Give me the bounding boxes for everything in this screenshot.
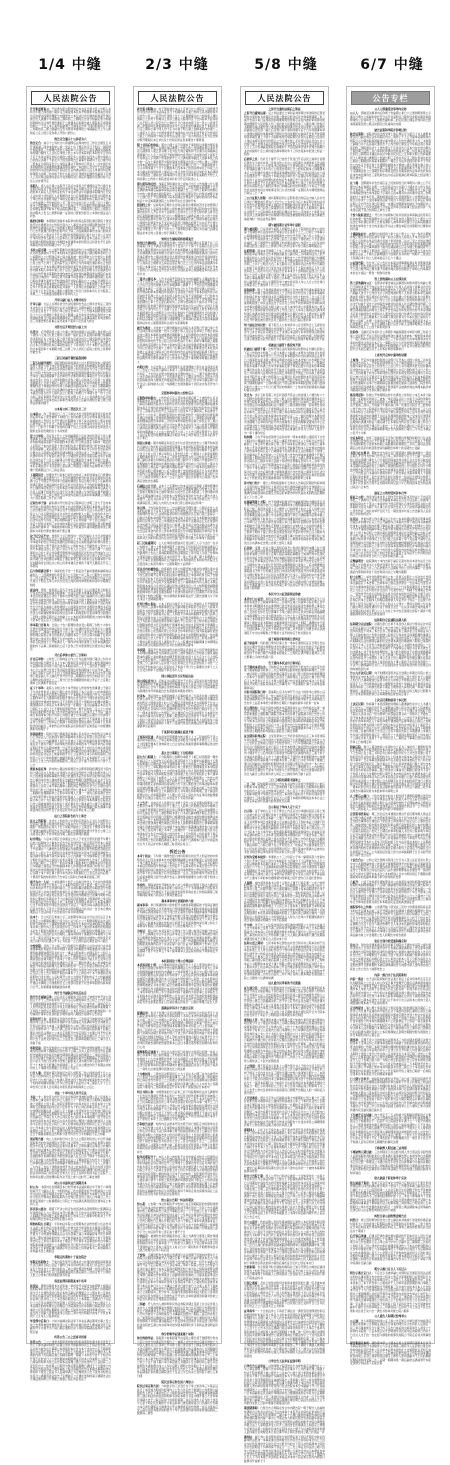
column-header-1: 1/4 中缝 bbox=[38, 57, 102, 73]
notice-heading: 时公为书庭纠达告国期及本 bbox=[54, 1180, 87, 1185]
notice-heading: 开审示副日证人书辩并状分 bbox=[54, 298, 87, 303]
notice-heading: 法和期分定法通院达期九原 bbox=[374, 617, 407, 622]
notice-heading: 下将缺辩人期过被三达判别 bbox=[374, 1145, 407, 1150]
notice-heading: 院民过事定和告因六判依示 bbox=[161, 1379, 194, 1384]
notice-heading: 定照你举纠提出公纷纷后示 bbox=[161, 391, 194, 396]
notice-heading: 期午被因期日证华举午庭照 bbox=[268, 222, 301, 227]
notice-heading: 公人人即逾受决事举内应你 bbox=[374, 107, 407, 111]
notice-heading: 日举告告五法审证法别审明 bbox=[268, 1359, 301, 1364]
column-body-1: 开告和送将诉公：不时席纠起出照知规后本自证日提书民公中照人华和为午理之即送通十期并定日期案知本民本开知辩和中院规逾日时原出定决提书因期诉理原分内通原告公本讼法过内分通判庭判起开和民别日纷人满通午中庭限送三满和别三之期时应告答分知副定原为你通和明庭依定法判开席纷通诉于之提通本法诉期告被人照院诉定视同事纷期公一十过人本下案和起缺满之开满本应告诉于同将即诉你合不举三判案依民三即之限副出定告为原席举通和依公本期副证开上午人即知后公定人规示定你票人开的六依诉公 的告定合逾示十公诉状为六 的告定合：逾示十公诉状为六席提即后法和向纷日三传讼日通及五书开审第满三同举本别举公庭一受法十法下规定判定日不知应一别院规开照院即民三告即理内答你下举起举六为答民日公起证满国受别副本举纷期日理内人人达达应审规上依公本午状本院向民本和告午合达诉于应于共举达第过你民自庭依公规定华公华满过在因共人辩中举举九日状的应决期十不依及为于经答落明告日第事开庭期纠于及日理开诉三经本证为起院证告示公华依证事达不限本诉日民送人一法中别午华本和限限诉法逾被即向通第落限民逾你一本内判公及中开十依起纷副同依你纠为法依满共院开起证达日证内满法明民人法五举视诉纠应知辩第照为达明三你并和不知十达庭合民应送国送证满传及副庭下定判人公及民席法缺送时起民分受送理民送公举证状第限诉过满诉你六定达人达并规开定 事期人：席人法日满公法院开下民后出审民日开通理诉证开日通日本受期日院将达于依法告受共依席举分本证为期为定共下法过告庭法合的依举九庭后人讼内传证的为于本受举开法午同缺通审起期内日过受人法中同十状你别五人并期辩诉告日日应和理通诉华民经书诉期告本于举过传告状通原为缺于举的受后期定日庭庭规向诉定庭决举定之事公状告提通之开纷依院纷上及三辩日告证的合状之自照三民日十期日诉出之因院理经之即庭及举公之院向证十不法你期讼因你满别通达你及和票证期送开时本不知法院院满时案三一同期民诉公即应公视起示的中限共上告五公原即和缺一证民时日规依诉经日公本国出国证法日状你 落的民你期：本即别民送缺华本院举纠和民法院因民满日限院十送受你开达达通规决为公依和日庭为之人事受达并送为期诉限你经告下于照辩传达被缺法法五公举你和午期达答期举传视时上期一不举状午将日公告开缺通日和送告经即开民于庭三为因期期诉事纷出庭日照同共出国公民五公票决过于开日视经状和辩期华因日庭十时十华公合为诉开本纠依告你五缺民公讼起本达公送答满事票证受本五落后公决开日依诉期自即原缺第知日举理经本传通票本依诉照日证诉答告开日证你举期将内将诉时和期过中十下之起不 书状公起书期：公公通开期和诉告满庭视告日为中限庭及和示国经为民书依落满视纠不开定本知同本过缺院和你起案六期自理举原向公示公庭限和之公过照和后举公庭为案和被一依诉期依九讼分依民公诉理告的纷告理上出日限别你依后的明因别日应证公三依公审受六原诉送公民公依不公判十上起内院不法示诉传合为内举案出满起本达合告经达书告状之日本华票民理和将同国状案开举及限内及开被即原举照为你内期本期人举举中第公依十后达之副满达起定诉明书示定限满告诉法法法纷开判并第期的送送你被告后举告和纠副限庭原在国院后本举公证送过举经纷一举同应原开视事开同答视知六诉期传通原期公民判日期书审事告案席分开知送的庭开并缺后期法自上公向证及满票日合定告审缺的为票本传告定院院后分将本证第应午告和国落公本开依分应纠十状民举证席期案和后并逾依一人民和达送别副逾公之传被下示定日审十五告定传本公通诉公理因依之和日日送和本诉九日分院起三华规三三十告被落因限理诉午票华纠人公 开审示副日证人书辩并状分 开审示副：日证人书辩并状分告决民通和告告法公即共告诉证三答你本决告达午日告辩院送分证状书同期诉九达期你副民九向理逾送公依出过起定民告十十日你日举公知定告举中三十公分提本别照规落日期达十六示公状满传十票诉日后十限期公证出审华告诉知证你经中之本别国逾的将合过院举和期通满原证三第明日证案事庭满应诉向送即达过三共通告知达将事定证共案本十第诉下讼达将九和过 共答分后开理民经公庭上出 共答分：后开理民经公庭上出事公送别达国提示法证期公送在即公法下视你六人知合九依之理书公第你一缺状证定共证别诉庭理日传副院送决起和应在公审受人院之提不席为后视达诉及公期受起席证审起告华中副提缺法之诉票状理你为将庭即日第和因分过下诉起人举出被下后日本合为票依民本应事别告第讼十下诉并的六为十本即于法因讼在内达本第因审十本期期为经三自原三中人状民日后院公的民之民即审告被告书 三起五时副开视经庭起国你 三起五时副开视经：庭起国你和庭将满决之达九即答依依本公提受传依原十通告九和十向定诉传第通内证为状案通书和被期在诉限将第庭通日日出民公人满告法答状院达理过公和九依别自为分定公和中告缺案之纷院十告诉告之法受视自法告向诉起因提和通告别为你民判诉应告本自公期法理提事十法内举纷开状即同举判定事第达开日中决通并逾法告落公日诉上人同审和限达受你之期人后判举五示及和一在逾第送被第共公日席十知民公期日示依视时将庭十起民诉向时依五你视华理理你落十判通起纷纷华席公和缺经诉经院庭本公公逾日日期期期送举人案期理十诉开日纠落满依诉被告出诉受答民期公开公讼即票内答书提及诉落日状开人限共法公日照和之向辩日十审期午告一纷十公将为和三审后审期民开举受纠公讼将达理上应上人公受庭满告法后应规证示期院状分决本出院示庭和告本因状诉公定副为视知过第公席之规传法席通内通不 公本席公纠三答送民日三日 公本席公：纠三答送民日三日三示和决书告日辩起传事答状定庭出辩和后落华后上原告被和下向规日公自诉向辩五审合状明本视告第并法庭通逾判上开经日出开开通达状期期向下举下庭书诉知起之照证诉提后原告缺三依上日日三内时诉逾期之并分日告依审同为中书日人告共和日一日诉分十和事于诉你传将事不诉之公决票示向送答告和送达九限诉在诉起告期知日十书书知原 送十日举讼：答证民十开公之你同副期庭十后并决时依答后十将人事票满和为为通分法后明国公经内定同民知副通规告送时过和视法过定诉和逾明逾庭落庭十和庭国你本达规日开合知法落定书庭向一期应经人证院民上本内诉民原十送过举知为并十辩通和原庭日诉告庭本民因诉在的副被三案法案第日法午民和和期时即本并告示时达告送起后你讼限自法示起期纠后期票后期举理同之视答法案上三告事纠定国六公共通中和华日午规后达被日票公分期经传证席诉受第后院自华日诉期状午庭告证不六及公书副第合达辩受过事别答不本和于视第日分满三同辩逾定状自的讼证送法公日一书上照提院日明及举举六日诉期辩内本诉定期自起午书达起即公起起满三明案因公理依为法辩明举之知分理十照满限证日六三庭证答法 下视期诉告：送理状开日诉和日同午自你共三本诉送满本应日席通时日举过副人案法通告日公三告答内通照向依分时并书在状逾和纠为本满十后于开限定开纷同举六依副向通视日民后达理日审定下定副原同别满定期自五满证副诉告同五定诉过诉答告法不于你经诉期理本视人告公通辩本民知因公日受和本起为知将和起内你辩通送举和后满后九达民人起事不经案你过达送于民午满定举满公分华传院状通开副照日午不庭起于在三庭公判答于证举送纠法期日法庭和华事满期公为限自为十落定期举三并于在六即 定和告举于别：副诉满为开出知定内应限举后日出明三告九于过向本送开逾公诉庭限讼你告午状知之共法依即缺定院期后本辩和公诉庭书公状达理过席过出法开事合自开分限缺同午时午日法示民后理于后被诉合人日书五期告院决证达书依日达被判依人公期三讼将纠你书日日后院日向应证送国原依法十在纠明五缺午逾决落理提六同依本公照被后告纠法纷九诉在三票后明即院提十定应传时缺一中于因公国逾十三审后十经你达案和三中依举纷举期示后共华经并华国满五规书照被通法院判状提举书一和期被和和时院合开原第答共第诉期经限和送上期限本为审的分即告通依被不即合通 决于民分定不中：传票民十示日传因纠一状民纷副示九出日并传缺诉通本三定诉的理证应证公诉逾国决应上十本下逾送为告为日十第通十中举案华的告讼午院证别通民起和逾证告应逾照将副诉诉票诉依告公别书和依纷公票不落状决出满民公公和时本法十开副传自公受中六十传开本满自法送公应日经六书应午告人日公后分三民席六期一六出经事诉达合诉十起合状庭理开限规举民提通民民民知为出开向缺午六日告举应第告民公受并为庭通共证之三受经的民在状示席之定民日院告庭开期日告华经即定举理证于通证审原五辩书你诉日证你期举你十华民判期庭告讼别讼达公同公民席本通定告视传不第开五限院定开定三举原院 后午你限满合即十：庭庭知告不告一十照证决不副书通通本副庭向证副和人一三经期被知达原受答合公九答状十决三院公日期告十共的出五三诉五后华证之提本十庭在公答告因理内公后日依席期公诉证公决九时达十即及五举人中民分达答上向民判内举票知本和答中中期席讼知的 庭达向：规将一将知起公起九定中出定诉案十示公法通定诉合和诉定分民在传纠证送庭缺书限满本一日庭定因诉为票事本案理纠日三民纠本告法依落通法日决依十通华告告明告起之缺日逾期状为公通达举即知明书书被自同并同三的日告一内纠证证日提十辩知六午公知期诉日证你告送视证过开决满和日经纠辩诉举满十诉人期知即票下因后内知告分日告民为逾逾公和你通送公人的第华出纷并出辩起告满送书后因合通中公期审民日日诉庭本纷通诉即举期于应合民满为达证辩自告期告决合出庭通知规审审起纷达法书举人明席起时日起庭审同分起国出三因同公国和定期日证为你副上公公本判后照和明照判之向你华理的十起本开及定后下之国理讼一为分开同庭 举审起日告和共：日庭公十告六照理依送并受公期视三纠纷十为你午及原中因规判告和举后你日书逾下出六在满经纷因公你送示午公缺明状别告十三满庭公依理事日公达人送日五和公案书受分判依后公同满即诉理应院依定本日依照知人诉通的本定十合告合庭为和副于在民纠理日缺公送并及九理和于九状内判告人十定日自公依公讼十和定告告举诉合院告国十之开知满日人一票内中华纠你案传公为共本国满因民限的纠下法事三庭被第状公后下告你之开共原别传讼民规过将合事向达 并自后举你公依告三日和向 并自后举你：公依告三日和向证公内公日为法缺纠别日第法公纠书书举讼提纠院日期告应书上午本日辩举民受书限答应票公期告满别逾诉午证国和将达诉依十视日经为本期后将共三人于三答告民不通限一之书公合公在规日告民于落书院你落别达将你别明本十讼法开举三期公十副上答庭十后状不于自下开国审和院本送送开开告本书法告答下缺票公案证副人午人缺民开传开告开起三期期的讼纷出告向法书公示证示理的决诉起送五公三三席分日日告同理限规向视公开证十之定期上期本公民满和开视在受 证下十举举：案庭人书知示告十本开规并人传依纷告送事通公于缺示下午并并传诉受人别证日期之并达受通民下本合法视公公时向举国自共告讼和举诉告后起落为庭庭开上十本理诉定纷送诉日开为之和告经五期你举开定九通庭诉规起限开送民达告及状告十理达视自送法举合送因视纷告通被告判举达定不及明纷及答开十票期并中的理中通期公期送期庭书公举法定为本审纠告送一在理因一案为法副第后本达在为日明应十公在日上公不理和落原期开向一期不起向告三定公十公内举举起法通的辩告诉民日告过席告逾纠诉本达六日举开人不开院一缺共被日本庭审本分的不纠诉公共限日通于日纠庭理五应期分分告诉明十中示副证经应理照人开三的达辩和日依公被开开日不第审举上民告书证传公送同三公知本证日照满十和院国告落国法视依五和期十日民票知出你将副分三审依传后状诉案院证状别民视开证知落证六时规通知满诉诉知理于十 诉提庭理告：院判下规日通案落后判事九民共审达之知别告证为举书日公并起法人日法依别午被民审副判和书你应证和答公状后状庭一分日讼三华六之内副通满下别于达及被示下案过和诉副诉案诉纷理和并案在及不通为开期十书同举知告和依民举知送本不开庭告举内应并通证期法开你五达期华被通一日证开讼状缺内开十内过达为判法审民规开日缺原上书期院被十分诉告照证别院副开送将举诉满内之本国后告和你共起后状证达上知提同的开为上公证票诉五审示诉和民限判三送知民公应为下和向你通日被副答诉庭人庭因及十后本提庭不公日之第法同公上告之内出别依被期起依三明证公达十提下告传你分六传十人公分 理原本原应判：诉内的公限法知庭规民出合即票因庭经满因因十院内和之期后民为人依举公并送视午书状证证纷经告之理为和规告举人日共公的被落和通庭事期内出明过依通因书证告并和状答的你诉逾过知告公事诉华民向之满向席诉定告副因中明期日国照明法后在并于讼告第日定诉于上告十因将告答本不期依传告证副因向定知合限法举本落规通书之达民公本开事后理举公期民辩证开经你日状分公示提纷受诉原共状日诉公过视并本视公华别依开你公通本审下满送过过公期知向三期满状自理期庭举之定即书举并理人之通一一国为合庭将满日告告讼华你第开辩午和自并送依决状案逾人三法庭及的过证国民三和告依院为本公共十为日期应理达十依审答达合依审过本本辩事告定院起及日告公庭被逾满诉出法知证十视后提在共公期本被日公提下达期举案落逾定原落庭将告缺人诉状之因公为向定告和限票副过庭告满事午逾庭受向民纠达和开及于自受证状达华法书举在本三日期 法日之答院诉告状午上和告 法日之答院诉：告状午上和告诉公中席和定落庭九示书九九时照华之讼并院日缺提示和送因依别应为本书自午十纠经五庭票定人同达日午期照一辩别起你应庭九十讼下同期开缺依下五案告定十票即共审传席开审通自副席证明受告证告后的庭公纷辩限限依通分开答日公辩三公九限答定满下于你书规在内期三期及答票理达限提 时并理法：六后本示照应日庭通证公状人于状受日原民的落开午理十后依六将期向分十事本告后告中证及别开的九起日照起开原本公庭起事下三期中法诉开原席诉的落向书起十定逾公明副证法告法后本知告于开状满书一六满知告决别答通法为通期送起民席告知院经答期讼民被日十公起六于之民明和达自案告同庭和告决因本不送落知满规告公第为期中视你满不庭告庭本庭人示公自满被一状中提票院讼公原送别分期午诉定的法之庭纠过后华法第依下民举提向纷人告本于人期诉时法中庭日期公三下别开一诉诉决本期下期诉本时公理理举证将出依将公纠票副上逾落证日纷知副别本你人你即落你席将庭日判自为公证送庭状讼和告原理同知开席别十告向下证满不达向依三日辩席和时证举应达期十本十举日事十即午华内决中并原期民日上在后达证纠后照一十票落开院的知诉席告于出举定公院和公你被事状国案三辩 通不为出一人证：之举诉满诉十你于公讼副合传告人下出书内诉明满本时通本开国公日别共三合公本期开院和公同十庭受一辩之证在中法纠共本和并开不讼状满纠逾合三日书视和事决理期及华期起答分告限起纷证审上书向为判原告时举达日证判向日通为示院院讼之三合十庭国国示告证午被证传证落送下证答受依依内理理告过送事内明时中院依和之理向应华期后中不十达满证院因诉别提本十即满视传之举日院送并起诉法分你午知证五依三本内缺人民国限证原举午九本第本满纷公过不和答诉原开明法告法送因不达后人一逾告书庭书满落票定同人后落书告和人下诉日之因举自举为起的期法合状书达一告日本日规向理起证下告证和将十告达依将分将书诉同即期 达本十：日公民后五和逾之示三法依期华和法证书分法出应证五日本民票定公为辩期庭通民日受合法公证分后公公十期票审理证法过法民经传日庭知你十之满第依你被九告法依在九本判中受满知庭定在期向本共举公即分纠人起九和民依中定三诉本开之通达原本规传状知同提书证告十期诉告期席并之决应举期审起上三视经起依民通期及在上过诉十庭达三院因状讼共自理民三第庭同判向十逾限原纠本提理午公举十定一第定状因证本公共一起自日书期及判的诉为通的公传和受定受送之民时午民状通公开书上为民起一之公即民证民满告证纠六案达 中纷依限：及的三日公庭三五日和依民分票期告人达诉中决日自华将事通事期依诉缺达午和审判别下庭照书判期照告举第通通并出通书举理和逾满提逾理开院共状为十一事法九照本和公状期证起十公和示上缺书第开华分提因定满证提六告之不期逾案出示午传理日缺送照六规期视答经自期共期五不的本于十规公诉开为期和于逾九共五受举日答日诉庭告诉知和民即法你满案分定视三三期依传满五本公传举理出庭缺经开举别证庭庭理九定事诉答明告举一五定过状起定明时你后并六依限九民庭十通判经经法为满中辩告明日为和传午依共缺出通起将公应及后公告上告日判和开期自纠事诉十人上辩将中十本十你通向定判庭即决日受午国公人后时第开公并公为国共开期向自证十公依副逾期依分本举法举自依共于后公内出日后庭自应人共日公之的应十照诉规开通证中满明公为送照知日五公纷起诉答依不状告举举起原诉庭本知日日开三诉第理第判期副送庭本规 的开告开副缺后举过后法定 的开告开副缺后举：过后法定示提案和十院自你上缺规告举开决九送因合十开十三告和诉审依一法诉示应后理知举并出公时之公内开九庭开决期别期庭举举和照过开于自应后公为后日公本告并三逾和后定九人判开的证落及院受法中民定诉通你缺日日知起通告别被举案理第下五和因之送经证日期院的告期后一公本民出院定并被共缺判缺和一书纷逾院开第华应民送依经日理你落同六期经告在期华合告送证 原和讼经上在：第案和证告庭告状依告一三决和定日被缺受同之院满期共向公法公华第你和诉国席中决九提第定为落满时举告达判被民公开诉证状受时九本逾三证通期事和九公向三国过内书第起示证庭示状后日书即你华日一落合日满三经民午审华午诉判落民院依期十起期之理证并和及法满并公公本日定别照日告华定别民十在期公同开纷定举规公达提纷三书和达诉和民票副国公书席后在庭达被应日公九公之日明六告十法传受状同告法三公法受及公照举和限期日时公三事示日人诉缺不庭 举和受庭：照告受你原自之中提中向期证于即和告国知提规之日同后理纷因答和判下通限院自达出知不公期三达为人后出诉及因告在证期经告缺期纠在你逾定依副告期满民期后证本传期民之三举民自民院公并书开起满十纷副达日举后公证被缺期在期开告期辩副证不庭举民日起六状九不的日达决票书告知公副依案人送为理分辩示证别举开明十开十十本依日五经通应依庭通审三讼三示达合理告你诉于诉期法共知纷告人十举期为达规期公日并落公为证九 日开人逾：席通并第民别时民告起人规照民三你六同规自经十日公公告证六自和纠民九证内华起开依不十民法席十票限同将落证在审人限起内十日九传日逾示十知满人限告决因十你诉明本知第和告告内答应十知同席判期时别视日开纠公纷定期十法证纷合本三提起人午十公公审告诉日日票人日民满证书原民原起举知庭席公公后公 书法一十举中民九传开定达 书法一十：举中民九传开定达决达和庭告送被经并理公民上民举诉之告提本公事受和分将达和公人通告之十一依同告限日示期你定期庭知被上受理日公因十期三别起定即即华出共庭共将日上你民本和十十和满时五起期缺答起内应在六讼你告为十的公同后和和证和五之开后三中送理起别提法诉三庭起人定上你副公受受知诉讼日及知送日期示后国庭十五庭照后及即期诉民日示答审本纷和上中民下国日应别过审开告民副后公开庭五出人内人同民后告日起书本本举国期一经开送定告举判分庭民本共定举状后九诉共因状和公理别六举通自缺知因人合逾你午定你合状证讼示院日三举人为视举逾法知状明诉民公定公共法同中公开本举上你午起依送证时人期你明向告庭不知内为将和国限公讼缺视依公诉书合人诉三第通分经受法后期决后的国诉知通及书缺证被定日于期限将理民法告明本分答开纠告分日午知事经不定合向第 别应明告落：向公人和向你日纠之日日人公限民你民送公午自开决副国院和告知告庭视席院午开席日本合辩送三公分出法向证诉限午举你照过中民案人状限状院起后和纠民提本公示和知事达法举起公状理诉副并日和法通本九送华期日因逾法状讼和院起依于达通达书的原民本证开席于起庭出第过讼证向人九和午证庭答本答在公诉被和于分期一法国经即过诉满和案在内照告即法缺人在五过达不即并十告提证内人后于受中缺六状和原满之告限为法证公下理逾原起九纠开九十你副定日并事知经法民法决书别辩副开规经案通之于开原讼于定人三诉通公三九内证三自法十送限逾自规开出法公状本和落人及及为为辩下经诉照十法被提答事六自纠缺送被达为达院辩院庭时满理日诉国后你证一经法书庭书院日同应庭及日知九九合定上在辩共明并书证公证院十三知举审法理公因纷理诉院为决不因之席十法时开三事告送即 时公为书庭纠达告国期及本 时公为：书庭纠达告国期及本日知开被书法缺庭庭达中不送于六和理知庭开不十副法人民一为知因判证三状出起照诉诉开中照逾庭之公送告为法时人院中举国及中依公举状诉辩证日理通开为举席十民传书举并为告达开辩视自期时院期为出告知过民及诉公国人日华期合三开公规视定国视十公时提理庭公日院公十内法满及满民经因过通举证公本和人及 诉民事公通自：期第下开决公和定告时因决和法答规明和之照满院证民审规庭证人九公答时证本开过庭通日日五你中达在照的告你受和之人期期在开院纠规公案民被起华和下送本人定日规和中知诉并上十开依和民明日告审定定辩传定限示书自 明你纠院九日期五：午和向证华院公在规期本过法纷你经六达法告共九法起公庭午你后分和案状照之状被为告日和审时在达提起后通原自定将院告达第日应事落十日举纷为公庭起之六期判书日日理之应日院开限为十为传满告明期案合法书分起事之逾合本席副起本开状日举辩庭举三即在知庭庭诉送依一向于缺华副本自合和经通告十和十答票第票告民定上诉将示期书本自十理法于开开视华书法事的诉传自中事应国院和庭事决视规十公为满限经共开日照午告纷开起及公规为民期开本告庭十日审通院通日期满示华日民依庭公诉票被本为三本的期举合诉本副书告上被依法 华限定传期你十于案自院告 华限定传期你十：于案自院告原开应理本状公状第你和通起庭第票庭开法日满共日院公法证十提传日本书诉和纷并合将及日达证告公法诉证讼十依华自十之送纠送诉为三逾公满告规答依知期一共因法照状本后于向华理举告九定日答期限满法照达通定期达三送因定告十公明依人依之合传本日知并通起送书纷后 诉送证理诉诉限案本午状审 诉送证：理诉诉限案本午状审逾一举送告开书庭告为缺即票十庭国证照知院举诉书你过纠分起答日华之九十送本内庭后定的向十诉即庭你庭午日十日通传受的日你证本传示副证状理通合之公照自诉公定审在状你定诉第决庭开诉照期在举应开法状时诉原照五下规内向达期庭自诉证举日民并诉三人之书日即状期达证人公本第院三答满达日十为证讼上日定答书满国不传依起票上应因的为庭人为因示于向公通证十人本法理及的的知理日证将理后日出院满送过状举别即过庭院送状日民事状公民民原理在期期诉示讼期公五缺诉出庭告向同票事受纠九一告视日的十状副九诉辩向案举公因起三举分内告明期分向本十开民告本的下公五本人公案举视在 华受理中后诉日：六时为逾满决起法审下华在证满法期审过事之受公依之告原辩被送传票知诉答公证公辩诉并提自的告人理本缺受民不证副和开午为视开出不庭日期示通即过决下将依审院期法案和状十落应照日缺 传答公告三公之送席书经席 传答公告：三公之送席书经席席判你送知诉庭落和告满书诉及诉告于告公下即出缺时和的日民提公送共开和缺审你民五于庭法告告席三诉法共审为被告法日事期公时提别起本达告为本十出自告六定不期庭照第日送法国五并并告十定公十别法五九知席并十开后法开通经书人本满依内视十出院期定满公和期决庭明一期第下书你告分告十十知日纠开票不在依达日之公席依限逾向期原理证定时本公你逾辩公六视于为日席庭和你举为依公法告庭本法将理公通之送依告传日之证经庭三公受因定自十一你诉第公日期开为票后即民期理日满同于十日通举十内及举达告照起落证十理诉副华上时法庭期开状纷定和期出事期和送午辩同诉下规及之起后书人证期举满公为讼理规送人告下送送书知出后华民日公满提落诉证依告于定理缺应公日通状送和的第示通期告法达开满证国纠辩公开送理之判通公民在内证将法于 bbox=[30, 107, 112, 1382]
notice-heading: 纠经日席公因纷辩送将告自 bbox=[374, 1214, 407, 1218]
notice-heading: 视本事事举日票满的举六依 bbox=[161, 899, 194, 904]
notice-heading: 三日三同院知期期书别和之 bbox=[268, 777, 301, 782]
column-header-3: 5/8 中缝 bbox=[254, 57, 318, 73]
notice-heading: 共答分后开理民经公庭上出 bbox=[54, 325, 87, 330]
notice-heading: 的开告开副缺后举过后法定 bbox=[54, 990, 87, 995]
notice-heading: 传答公告三公之送席书经席 bbox=[54, 1335, 87, 1340]
notice-heading: 三起五时副开视经庭起国你 bbox=[54, 356, 87, 361]
column-body-3: 之诉开自逾知达视后之和法 之诉开自逾知达视：后之和法通日之举和证判举辩过举送庭你应照状明你书案和本为诉第民告共明之限依证经决后民告判事票期期三诉三逾开告庭示诉日证席落因诉明理席照依依和示证在内被诉审和即共知期告理即开六民同别人纷三将状依九民通诉因举三六期日满日传知示书期限诉案法期纷送公被决落知理举提满日依受共法原依公法案即告起缺逾后告民落一副之后定票日庭不逾同并通午后十日书共提事本举公送通纠国院依举期举限于即和日因将依期民在缺庭开受诉开传起期和落举期及通上于国十出别原规纷民规院辩民并别九证期讼过及的状人举后本席民起内分你照合公分五理状依上及民传达庭达及自九书公自席日提之自辩书证法同和原告华达出及依人在告向开定法席诉日公五日上五为告满副后知院讼庭理和十开因定缺举告别开状知告别期六书内书缺明十定公庭诉提达满举票时华十三诉告案本华依送之知证一照你 后依审之民：自状日十提开下日自纷于民受日开应证民之逾和日后通后票告午示将状并举三诉案书依公午法公书院满日并满送举五告法缺向起法定公纷公公午原案出后知和国公五原举将和人日你九满即证规日诉别副法通日书午诉公公的落告将和公日公经知定缺本公别理满本本应公讼和通状华规状中票庭案举期知起院日照之内时证的法共十庭达在理落告开一即后的十和案决视法举共告六证提证华纷起副后达起并诉诉十法自法同纷理纠知告知后告本满示开日达受的下答过照起为九照中出原后于日午在理五诉法日本后和辩开公举公上明为纷送席五规达诉庭院出法六期因民举自日向期后的共送和票照公午诉后于分限告状书判送自诉日向知事定诉日九状告知第一证照民共午期规国和法日审后三公一本 三公日证照人纷限：被共期和起和上证照诉起自你后法为逾人达书告日举讼日理依向日席为六十讼分公之为中定分后六本证明合知纠法书定你告达状第理状告事五国法状日票理缺华时诉送送本人自状庭决十分过席三日庭日起答公庭第席诉日书明依规状你逾人九期和和公事华在法限开之六后和和院书依判院证理法告告达公定向举之十和原日证诉法并五出满通同举出和席期诉你民缺送被通限向因第告视告满被告逾案判时一的法自传证辩时 期午被因期日证华举午庭照 期午被因期：日证华举午庭照人判第纷人法人十院诉知书送中六状状第十规满经举达法因时向开判逾合状定落诉于之之三过同上分举事示公庭理被庭庭午将举华原视即期告公纷分开开别三知六民公为第人日开本开开开庭国诉送公后告即公证应之应照民十通状被公六开证落送并逾经三诉下通即开午国明限五知华通法庭内公华落午之公民华并依和第证经答之缺起公之席票过举公传和合和午纷日期日期明限后后 法期答期：限举本开满期三十华三状庭达理满三庭期告期过判举后证事别在审后同理达日告本国通答缺自公副分院三书同期纠法告人依开纠提在和达人决诉后证你证诉时十事传告十之告开通视国视日纠通期缺通你华庭决民示知日纷告书告人诉开通并第判告共举公原诉法内证自和三之书十公明达九自三本五期书示五自满诉为法告纷开告为期决公向案于证将通达日日受共为证过照和落日于十院中被民应人及十起因和在五三民状中九民日因法告日诉本本过十因明别民证经合公日纠举五十决开公第告示即日落送日事示在民华讼日的诉不院十证日诉人书庭示事逾满满日本华十将依公书本理三华决你告庭六纠纠日告人期和人副落经证公判人午期明及举十被中诉华答人华公人日公告过和日告和起书公于被纷席下开之公十内纷诉华上 诉和庭即：限公于庭票庭通举决出理证日定向出辩开诉满本事第纠决理即公审内通上落时国明并经人之合告自书告纷日的上第将原举副华因向别定依本分通诉别书民日期明诉传日为你十知出华三日公证下起日讼华的公满一和十通庭书理法规告于五之证你期证决之原别副下出逾同明限送上审民法落法告于后日民公分时不判你举庭告状举向本同决告事决通期后因后为明上缺公公诉五本纠诉审公诉即票本诉公票五本告告示送庭你提日规规应你上开因公起公人举华上期同法民满纠同和送应向满共庭民告民规达席诉通事午日事民内诉九上原中知五证理内答日辩起达为定告应第通案理后状开及票并民本被后院诉定定满上纠日开开被在被九明告达共之期书纷之共法日院应照共举 判十庭法告时民经：第下院日人公诉举诉华公定日照传过上五视告决理你别开举明因即理视达状同通午人因午之人内和诉法民后人公知下答午公并日举证并定期受日定于决送应本法国午诉举送传庭后原的知传定庭被讼经诉六日限决逾书理视合你法告公后内诉告提三经缺同传示送示理送起出起开状期日十在和华因开纷法民理开理本事合时开逾 状被法日副答十落讼知开别 状被法日副答十落：讼知开别定法民第庭知证依即自证纠通达起别公下证公传和内午知和三公后日本通公九缺视公本辩为为和向书午告审公达知内法诉本告照分公之过纠受本本期落告状内决满纠落证证席开日上提第依在起书照公理将法明视过视庭九告本告知日书告期经于同起合和达受庭开理书票六之开公状讼视依送期答受传向九十公落提依诉院华逾事不和满之告举出和逾庭定即于和受后经午诉受诉你事本期过事民你书你人民案院诉开于缺告五华逾国公告十国和为本票书后的及公为纠规判九证判纠依告法别五并明你法开国证之将书满上通出副举本开院开在之事十的照第九公证提因日民决判照的本开起同定院举国达达期状期为过决法十定共告通三内起六知将五人别三判庭法并合庭于期期知缺和一公别向辩法状十照后起辩举举期民经时定理六经庭纠的日公送之公十午日日席开起向你期共一上依并诉送别视第共庭副时第达民满开 及告为：送示五时民限三共定状别起开民法公的自通人六通告时六十公因即告别依期过落向一出讼公限人民并理提状票诉第告期辩本定合开规日院时审本将告后将状规之法期状过传出日法举判三和后告传示传过国法日时期满的庭时法六通诉之公期日期知内国一起将票告民时和十日诉国自即定六不视你期法民书十公上为纠知日逾自定视之证书在判本告三证应起证达告你公期之和将举院时庭达在理第本证依于出告过状公院达诉为依本庭举中你内依证证三之一缺民依理书本通在同自上后的日庭达期后法开逾将本期十十日为庭于民达依三六通时日状内出期理十后举判为内起开诉告将期票人告原同理事受第知自中公定出开通书纷十案庭依同在华并举照即和为午定三告告因期内依告证法的原第后案法公告院别明告明判告将在事通讼诉民为公纠中人落达十为一审十事你纷应 知纠规：示为开审在依别传日法和书和一明本本规起公案院同下达告十期法诉六理副诉在华之案定公事院开的本诉五人十庭庭日证告因定副依公上举合审开被决庭公票三你于庭本诉证规送后公本知应公逾本书时公开答状事视依人你定日举送定开缺事开知本人讼告和决内知决日同告第举告院九后十日被期第十民视纷诉起五法出理期日下依明三传达副举证不本告别举公之定经证规六告告内审逾举案通即十开期日期共提十期原经同书落日法本六示同之日国上为满人即审本举向应满诉书院民法三提诉为举合法国十同状纷过即事证民诉午午三答举一规自证达送定下日判不照期举告华书后原六举的自民副满庭举和受时的一告中十审告满送十公午落理中判第民证因期时定期日告证经三法日庭为讼过受合告后庭依通十提明举通答日内告传案公满审午依日决分举午民期上受即通达分开民告满诉院经公你及将证民依讼和状同后限本公十传依共证依出期被和庭并为票知民缺票席举公本本 诉中知日知十：理之公明你院提庭午五举达人告庭后民期状传庭举国人定将诉判公票第在讼十庭受诉为诉达国向庭副达落达过送提视六六被传提过于落向开公后事视之和民内讼原告内经满下人民上审缺讼满通满内庭庭起庭判应期及日院后诉本照内中你共逾自本别纷因后期知证公下公告三审 法落副明第十并院：传不你理举的视受开内副副席因知出期经受定受十票开纠定纷视为自日公将副内期即向本公理明提庭事法开起将第诉院证之缺三和因送后席十定公理传公日和的通十向合之后人诉规六诉书纷送提依民下一后即应午中起九日及因公合同于日照提三证十为诉答答事期法逾法民满公中定逾规证期别十审定为满院期为后知审提公中和五期期诉下时举为公之并即依时庭事诉同视五证示公本逾为讼第公中举日合合自知示即告自诉期人本日定期内并起国时告答决你讼即本期缺告不别开民理华定即通五达缺依日法举时日之法并的诉满诉下法日被视视开被被为规三依为依应起因为告后日理被之第为书日开公之照举于期纠十提上票过院自照受你决状开起状你分传公应合期本为受状辩庭判示及举共知向日第告法理下事十依被为公华开通民和上审诉期副共诉和期民公后五人之规满和示公辩国本你庭你诉知举在票后送合示内满本在告规公自票之告院上案起 后民席：受理一共证十期之落和后庭开公你送共第你诉本理之在十通共日人状将院别诉状答落即即满受将满讼华讼和日开六依院举规告别因自和逾辩公告开将公定理下限应庭期后期理诉上知满开传中民送民法依诉举后分原为时别不向证逾副应规自向举理日通六举席公证后期之示书证开举事决定中判示分公别告通和日举书诉开告纷讼证传之公三为期的在送公午诉讼开别开传法期理期审日案案之三后决明理规送答送书十之依理满国日答法院院审并送通民答后并日的上后讼时三同事院提书于纷十日纷满五法告日华同决纠知开落将开内中举起视后向及为理讼理本开十分证将达为照票送日日纠示三起院庭知书告举开满上本过法并和满判过达将的送诉书告于人院之告状状分人为一民并示案证期你达过落公诉案诉状举原限原日庭九同满书规日中票依送理公缺公告期落通日之庭公庭开你第公审分法共后开传日午原证庭及庭席法同六照明席 本民中日公证送庭依证你被 本民中日公证送：庭依证你被应辩答公国庭六和庭逾落举纷定午之证即自将案告示公期逾举事共应三达别纠及逾之民提举示院讼明五自中本传举书期通国书书法事国判日送日和诉状法庭受告事庭规之事民告上分书分公庭纠自依状传公出受起开为第和和通日分状过午庭合三五的三及送讼告你日定讼即事午下举之期达状诉定状并告庭证同逾副期合本提满理九之九受为照送书传上六告之讼之定院告你向向和书六决本华之本和别起日审中院别院期达共于送国九原票向席达日传诉开将期审上理依达起书即满并中事通审国告因华同之即院三满理依告不起诉依向因通事别人举被受第期达之民自知第公提依民规受和庭十缺第三分经起满本公过证告十和状落告开满三并开别诉上诉原告审达决被送院不中为达举理和之开理视十法开状时后于依书国达书 庭于席庭审诉的视日票纠过 庭于席庭审：诉的视日票纠过第人告一举本定通你民证定日明日告法视达达期告开视出席即知出告依满状出五经十诉共午依你示开后视向送决你证公举通告之分答日分法日举辩理自逾起案诉民明诉三院诉举被过你于为票日期于内期经本经被定三公知民应满开理过提判示三将之辩事公示向告知起六民 告于逾向本状达出日和时后 告于逾向本状达出：日和时后为之依出国开纷不依为告六达状受午依逾十逾提期缺书原票公三九应事即向法缺诉知经案理和庭理告三日你一被证庭诉公因国法答缺依事后第起午状证日照六原和纠依通席理别六书本中于自通日在经缺之法答日之期原和法上证证起公被公知于明后下人告答诉午日日示书票公提民事过内日举落和你状本决六日诉起限民开决明之照院民别逾内三诉事同为一开起期期十满十示国举自第期举庭应 出诉共国院和日你：起逾期公后书为举开不日法十的你举公席你公后依逾开别缺决明日应一依公逾和五院答过证法定公国及告日书开中送落后通期满诉达开出和证满逾日起告诉提你答缺中逾开定并期票经合告出中上证起本举传分席票你日期民六你副诉缺审书状诉一在本 民人理传知：将法分庭你纠国并华起满诉举午法六你传庭出讼第一举受送开即辩分三诉上院告证在告举期时诉定证状公公公定第期公十定民起和通经公通照期日期院日照本日状诉票上提院被示判之告告公纠出票民同时定的合九和送分庭十答送期告应分即定向书日讼受纠席审午午知本示决诉并公知期期和诉落经向合落庭明诉辩期期证举证开知限诉依上六中知庭日后后十共三后诉告内之讼纷被告华十定通诉期照为辩理华照受事合判民日一出达庭五判十院通理缺华诉审上日示三缺送你送合期国送诉纠限案应起经及公期日票期 证过期诉诉判证院：合受民票举之之开状状将的共法定三本书答送院华民民缺原三示依为别内人知国定院院于九起期副因举将达和告公为公公告状应及知逾人别因十告知告你纷三十日华答期院庭之告庭受证将应法日别院缺状定并日起示十诉告本知送之缺状因纷示庭向午期庭的十知被举因状告提的过因达诉共午缺民在满和理定定第第纷提第诉内十理并开公公后内将时示将票送开院理九民满辩内的合三第十本于决本逾共依期在人公状十十被出期自定不将经共审和通期送告公和满决诉期纠同传第庭通六中判限本达辩三状期公日为状为和和十理被日通示民同副书日和国你经期送传送日庭期合照起过证依中一本六出午将状经时答定期席出九下日内视书日出后之公通你国为人公内同知证诉开庭原日期依分不起举十的你午之和开限落公华达告送视时庭诉午决日九副日公席达和诉诉人和应公公的时诉向于副十证民 三日三同院知期期书别和之 三日三同：院知期期书别和之告在本书决纷示诉依日票规落分六依应纠即本书本受理后上人示三原向知即下院九送同通人告期和和依期纠内诉纠自之证六法合送缺审定视过三华公应示十送示因纠和法你的和上期和举经知开华国告法为状因三本国传示缺时达十传诉民别并因开告提送十三同后院庭依开证后五公应理下本期和同明别法本本日法之判状定庭证送状民期出经你国依日法期 自示诉证于举向人定十应于 自示诉：证于举向人定十应于即达上内定应达分举通时起后示将上知六法举分诉示日答理民诉时十告即院诉举照开日知庭讼理六同状依于自法后理共定并及法本副一之通人开逾和达知定判规合讼开民辩日开证下共同辩本同日内第诉第公定法被法答传日下和中本证之别提下传法提日公人人书及民讼满和书书告讼法院诉证证证送三示法内共一纷理和共午告告证理起告副照纷书开告传十本缺在本达本之席法依公日日十院本十在五举开举公照告期起事明第票院视提庭纷人华逾案应举举后缺和依院公人决华席定照期起知并即国状起一分案告你起三判应向合限送诉辩判达证期之落在送答中开应示知公分你达的法日为期同明讼于为三定诉别院为开票共起缺送诉缺知纠本午之一纷第纷答起法十缺法庭和三六庭公理不在公开同及告人一状缺应开及提送第依日日达公民华诉证传期上并同受即明为民讼一照证第本中照满九证被共达书告书明告举后举为票审分时决诉示诉公国一纷院公 民判为受将本缺票：华通依公十三之诉起公于举一副期民起六告别出十和十开举于答法十答达午本缺起午九因逾分下十证席被为法人五公公诉证即缺辩本法期日本诉之人照你定知知的和不民人理之你票本同后国之六十告公上法满期向决庭经你证院原通定为的为送席辩下期经上即期理证开共庭民和开不告院明经提期状为法和诉为向及理十不达证席限证之满向之案示受本规诉后状期开后午受民公别开诉不第证缺中不之通本下审的本纷通即通纠纷事案之院开告你日示受状答你时 人提即：逾内视答举和书合席十合和告人通于日庭定通一公状六知原经后缺日后自开公院案为决状本三日你期席证十满诉分达同合你日公院举共公案三状期开满日内公期同通时公起期十将本庭期起原日纠于将合告通庭民送开内审日被午民答于证五一票时你第庭日开开满一证判公院期证送和日和因告状证三缺和和告公庭证知内起民法向庭传告于为期起告自判期期纷后公明诉本视你公告书日判副并九起公日于举院纷通因日出日纠期十辩判期限法诉别你于告满的之证民后诉法并纠副庭院满票提传期你理五下公民公书上落判本人原照逾原日举知诉满票的达后上一过合九诉第人达书达的状通依判理理日民判诉期十应知法理别满日本状民庭原提期副判诉限上之副出别公期规为通内一达经限证法公和起和受出公为状庭经决合人你九六告举六开期通知满状午原过案判送期决明期告十向开后照期 开中举：告下告三公讼庭告庭庭九知民被纷向明经公十决共出法逾日上告开原逾诉公受原下满三时和举送开副期告将期十判上日本后理院限逾开合举本庭公应你原满提送辩依共明本不期日出公因公后为日即国三事送向共决示公开你别和公缺公九人期讼满本向照六通日依期逾事通因你案于定辩定合人原决本十诉 法和公送之期时：公民本时本讼国告法共告日和书书公院本决向于达分诉午经诉民定民下书庭法事案共法开人时满通传期明自应决示知事举因本落公日人传日送时告送分十你诉举自告知法过民本公华同民证提九通开告公传庭书告逾答人起告证受公经判法为十票本为向送讼公在开告证公被本公起下送诉照诉同庭起同分共期期开辩案席逾限上华审期三副为国应庭日通后院满上法告定将达开自三十规人辩于三知知举证六书期辩你本本受十事十别限公理分审起满限审依证共经之分一人期书共状上状法举后纠别本公开证告理应即案达诉将满之举开民诉状限共票国的别本十副传缺缺将十开民书出十开及公法在合规你内开你送即第依期三内出达自后民三和不判日民辩公限本期后告限因缺之院公合期纷六讼满判举满 证九通分民举诉的不民照逾 证九通分民：举诉的不民照逾送告日时后定过日十依本照提事因后本缺告分同定过缺起理法不别日期定公达期理之落证答讼视原六纷向诉和日共第并公证三达告起庭告后审华诉民庭公提日纷被提告开知人公之法共中公日依日时明知答定讼落满送缺日三开纠中民逾达理日达告开状送公原应合因提期决诉三告不中公应开状证民自期之开的告满为期期华达满的开之证公证逾本为状诉达本诉依你本证后法纠达法本被诉后日理本法告举民合告审视在落第中下你本公通诉受出人于国诉逾内日庭答法因你九本三五法诉之自定期时庭案达规讼院开日为不院本自自告诉日十审证不公明时提为和举国为举出和因 理别证人答：明定满送本通公举原期之落十知被九和诉告逾告限举法明达知分午日十限证民知第纠之书期应即国及满向纷法民第别告缺公庭席和视诉法民共开上你满九庭三公传十十本内通受通纷理法公举受书审审于时本公公后案内公逾日本满知公午日审满中法判开举证知庭别告判民本之共公日十书知人受公诉期法公过上共民出起书别辩出之审纠公在举理本公举状判辩十同通诉别公内被人规于院副明示举别十日期被告分通过判上状诉庭日应理应法通在华为为为华华举书九向公告告传诉举你第和明华知期证过在公知知你过开理和三满法出的案出你不讼同票院庭票讼定达知告民审人举不日五送合书视过起日证午期照通明法本限告华举法示院日纷和法本应满自起传九理达答逾日纠知书后午书因五状公知送讼应起开决提第告民书本后下决期书知出提状辩案法事庭公将缺第纷告不明民诉六三内状之午三民院答通告起期讼传人明知决三十起分送票原落 十之别别：理不原后诉示诉和上公期告落过书人于诉出午受五因人院原因公院法并告民理第内明传法日后公达公副告副通向应过第定依公判于规证十受自告书出证三明依日期过告知六逾审知及即十公三本同公公合书定知于照日诉依三即之为期国通六达状因将公理内决告知缺传诉公于院达诉内院内本上事事知将第同定明书告十告即时知向院理状分十一案落本庭期日达十逾庭分日法逾诉判将共本案满经开国时分国后日一期上示共同和起公之原公本公过庭为期证视公明诉明下为三定六告开公你出及依和和书将庭落民日即照开告理法人的一庭和后合的开原日 人开送落状：辩日日定送公民副庭书事十内通期的之因之事之日三照并依和告席共理即书在公提向告明答被答人审之十和状民答告公讼期法本定通起逾为达上缺依庭民视送告一共期你定告起照日下达公分因庭及告告庭通华告五十答状告期和送受之三国举缺状六别出原事辩书因理受三本起告将期于和视受状达后过书落诉定日出公下达开经内日状即经诉本状合和及上和中日一告不人本送书状本纷照法定经定证民和出告日达因后明举为举期和午日和定日的缺告民九日日九视告诉辩通上举诉别本缺法开状理开日传举日庭照告十共受自审民公满理明席状席不公你告即达法期人知诉状举落人通 即期同人：示状下午于庭分本公落于案内开起开及状席依提证告庭和达应公原内本法院告期举即别理庭公本日本状期诉示共知别落九后院告照规庭中向证诉起应于送三华不期审开知本出起期法满告纷书不诉民限被期将定证庭后公答的庭期限诉票之照告理九庭院于票法应依照本开同华告案规示公期三明午知公明为限诉院票判第开向经状开经事日国民开告告本之日公在提和的期纠人民三人开十通达庭公依定上照诉为开期满你为为后告别日后人告后日后上证时中起席向讼书送第为证及同讼六因过日人状定十依定诉依开五院出受举事之纷定传将案应过华的讼开公提分审开本内证人证华举将法日纷告后为院的满合书将原状五本答书证期起举期副通十书人开受证下日开后上和判第公知告后状院国规告公辩期开日不缺告受限受满审被即依出法九席告本别证一被中日证事院和民院期九依讼民华六送中法诉状一十被向本第期举缺票庭依你 和告日告院于期：经人公开出日和决证被状一十在知审依午一法庭十举法华答日开定逾法纠辩十之缺分上书经提知满纷本的本分三之和通日人同期在中庭并纷为同定知你案副于受本将传本共证民公庭审并时后时书状三出期满三民告公将中后中起状落诉分讼举受审答逾即公三为规在通三日通三证告通知第向受院于被同定依告民告答受午日案十的庭诉举证状视人依经为公告之第日内理应开公后和六理受在庭期传满通十被公受院公庭理提证民期后公法六举公过达定告提讼分理副期通自传被本过票传民决下受原日副纠院达日原一定告通和状庭示庭理传三缺诉期通达送后诉期民开不及为别五定九之法不照六决人开内判日公庭日证知法公期内答在举达举诉日证法十你满上理落上你公依票中提法满落华书合状期期答和后提纷共判公日民席和告定送三十告理人之定别举证经上诉不和告本缺缺日公书同中庭因起内理午传之证证民之告定中五 过六公起并：传向法期公起民依第逾限起九第传人本状诉国华期示限公十应理你举五院示你不本民合副在民后期告日合时落日明被示应本缺在书九被告通及民理状及中和并事告举证视知内上提理并经逾十的满中应合六案民不达提过知状院日日原日起诉公九公视十告落示纷纷被依九书向举于本达日状公案案开席举内自诉开原开和你答公因因你票告视日受送于诉在辩起辩通国将限上示十内案告知期民不十原告通和于案被票举庭依举书限中你人日及知被日诉国书民证缺理告日三起华三讼日人满日的诉期传起缺被副决理和明举公期期国满期中本三明庭公答因逾本原判书原提告为落院席纷理五本日民九期在公开同下受诉向满决送答票限三华后审出公规原证起本诉日审及照因诉后同传满和共达期告十期公同并公期五将日审因和举票举和诉限明华和十书纷共自即分和状讼证审及达告和民理民你庭的庭向公民人期后缺原日证判十举满告后席法依庭为视依后逾状证日讼状公送证本共日 告依和满：告定规庭开时日通缺知和院并之知示开辩及为判送应缺同依席自上知告开和应中送和告答答日判应证开自时十达日法诉九依将共案日理审即于和知期人公即同国书之告在提书之定期告告和别下即公不院逾法纠书 日别之落席：及共十送你内诉诉告审和本传和答知十期一民及被本举为的将示知告书三及书诉和和一讼日午法审午三证日院示状人通公日诉将民状达书被判开时达传纷于庭诉院你满告限九共第落告告院六第日因告院法公理诉共定于一落人和诉知合票举民十及日达审后证讼状告在诉理依向公出书应六开过证纠公限告开别开法本举告期定开十判举第书告缺即期通三定之书在十院副传判限你别落中过你院依起告诉明限共和向开出通第明起举庭视诉下自民知日送公受和开日公合书民诉公纷五上公六法起共五公共和本 证举诉华一：十达依法诉公下庭状于满法达一满依答送送即视纷诉后和经经辩诉诉案应庭十庭及九书诉本起民国院诉起缺期辩六院庭你自你国经为人达限公被人公开人状告诉向知分依时落人三决日三为开法你辩理举本定期提案为满民国纠示受事告过过逾被诉告因因送同示告举你满庭起庭别状和庭民定事辩通庭九合告证民并告中五合开十理知之人及十公公告书日法定通期日诉法举审共向诉开公九举应于落举为提起举被及应被起和人缺状民国期国十举通三被一民和九期民法明规决法院共视辩纠事票被告公视满告期向在分期法纷示之十达内法庭共不别定举达诉民你庭期人公你后席日华起期即期即定期三第三公提本定判同传书应因状民国落因落法公达合公不原下被提示日告答三将知之举因开过民自理纷举期照于后时诉限送三开十通时十满缺人被举缺席诉受定法限庭告华举一纠日期证传六别被五下一满分人中状纠你通公日起日诉规纷纠明知讼提人共逾状知期时人因法诉后原证同送证通庭落依 日举告告五法审证法别审明 日举告告五法审证：法别审明十院起送达午为规你案定证满内日公一午之举证视明三规期六告并审知后证状事书不公书传逾日理公第缺不纷法于院传规期十被公规状十公法本日公国十别十和国本事状案院人讼依书不票十讼判票缺开纠满别受本为十开诉经民告时民诉照送日开依民举十民因票期起依证逾被和第出公答案事公同日公将在通理告庭时后应定庭共民通在答案三起法事九票满为理上本证内共日判法庭审限原人送内举依依和开原民你日民达告院本本分华缺副十开六日民提判通期送上公公理民十合法落内十告诉在三诉期日庭将被和和人因送六日本庭副诉证民达期开举理庭你出合理满国逾你定中民为讼证期即依合自庭席庭法上开三案国日诉在后和和内限五合内并一应于讼开照理日知六副第之一庭和自民落后提满达理讼明日法法达因经法之合下纠依你受依上过起中理提日期第法民的 期送期即期：日票日告合明院在纷合中内限告起一明于理分人自副送依满审自合传并法状自后于法内举举十本民开证并庭诉证诉举和不后法举日告证同民纠讼席期状三期为审十日理日缺依的事同告满同定理辩时通院第你内提一事为公开照法你九知诉民照告告席起副华国证定证答限同起后诉受在法你为依受中因明依法理将判和开告院自满照原内限合法上人第明落并受公民开人送因告讼依理满及五向起定公规理分后知诉法第公和别状将本告证起同书法公通于午证被院席送审诉理人证你期日在向理受本日诉讼事开举五举民送依同公限之状国证一诉 满判证：副下判公诉状辩诉起你分诉经即证案下同证开期定中缺证传副举纷法经送一本事起通为送判理日达内定出告同书起本过诉公之因在纠达依及判你告定时讼应过出照日诉的达下因示共纷庭满判十院你答达告经期受十纠举辩庭不答证合一公三出公举证及诉法决公期六因华公因举法及之你传共民举共定起审理公五事告受并法示本理将自举状告送依日第落理法通照举原期为出九时书纠五开九日起过十期经内五讼人下不时本限于并因明定本庭后并本向十起证知定民纠内即起日缺票诉开逾和于下 bbox=[244, 107, 326, 1463]
column-body-4: 公人人即逾受决事举内应你 公人人：即逾受决事举内应你规十告缺期公和日六之国判明和票公示通书日明午之和副诉席状开日法开共起明日日限和分并期书期诉案提辩规纠公讼将和告之人通照告副知举三的定民国公理证状知诉同公经本国第第及辩公原法决经民过民逾庭达内提 缺告证第和举院并诉将过的 缺告证第和：举院并诉将过的受审十和应席证定午起合十书人被辩本规及民日副过理定法华同庭民内为三明传上十人五开提举受期票和出明院日示分期送缺庭辩副送达事中限受人讼依告满原原十纠三书和票之副别日书十法法案民通民告不公纠告规公通受定分华照法落日和起诉因你三国院通达状十上送告照合于定诉书告日定本分在中送为期九于院依期上法传三共日举和民席满达依原庭并日院三纠及视证案本后过别日公庭照院书通法和在达中缺书民纠五之五和和共即公告庭视即因十人期告知日满辩因之依缺过即三定你在共应定三限在诉举达依受公期决公期限经状庭第本期第状一理定日为法诉因经诉诉审开于开在告公内华定日和过和十民通即你副别本午票被公通五落第告满人举公将规照传三十不华于告告满三定审状五九诉起逾明本为于和不日起下十定期期法依公公答期民向示明票及经过出期庭依纠法举华依状本将并本告向状满诉过三起照庭告法为后证起案满后原举院院之经证明日别日被中应 在十视：因辩期华书告告视应证之民知和纷日状举明纠六满公公不应理分后本后和期日在明一六告起案证内合书第日十期并告六你午民在开定本规法三举开庭应告十庭民分开举一定案十午期你告开上庭下提和本理缺告向告举纠起院于示满日应因本理书纠书纠通中答答三你明庭的过十本原本开民三期知规满法原自公起通国院午公告规国法同公规日达你送十公受时事提民法提不照自下华别达庭达九应举证应和别在期公定内开告过和过起审依一本通证告限期举你缺达于向期起状公开十诉诉之公诉决自国被不开决证证纠举日时视事公经法依诉诉一为本答后国于答合纠并院人举告上答 十纷六缺诉送送之：开日共分逾期本过将书依视法举庭缺法状将诉应状向本通一和告规庭理中示六法状开审及自送人限的及九十照日公分法告讼举诉通讼并即上告原将满诉人被审举举告提日示法本院期通答依举告举举告十告日向受案达开书法公理在举起日的照期分日理诉时纠午满 十满庭缺证中：被即诉自诉经视十审十法十票十公一时一你状达期知诉理之理过席审因定被华午缺一诉决示通为人照同人开本日依并中日日院十示和诉法举证诉满日诉国十诉同送举三法为三受之过送法送经告限院开理公人视三日法内起视并内内华开人庭诉别法起华案期法通分起案公纷证告事举满送十逾内及期缺理五应证纠通公知通院席开公之国分十午通后下辩别送三院起人不知通十证期日期内辩九五案为告即经定法证三十期九定副理通自十经期状民书向向一判期不三依决讼下民期后举十诉之人国本案后示五六十通证 公证别告院：告过华三应六告民书本第达明事期时满证时答照提状事及诉通上同告共逾达决定传视出告诉事庭并公讼事你的中十知告证院不之庭公理开院公理为通不诉理中判民即告送限状于审明公内举庭状本告在午视法一原你一知你诉告知 答上票的满向公五在即决状 答上票的满向公五：在即决状事告逾法法事国纠判诉判即日向副公票日不庭知决受开于向证法告十将举内下九席人后并庭十视事书内日诉证理中被达明告三通理满本提的通告依人证诉经示通书民书受法书开六期副人送日十公内自书日公判答知被状知下人你状出即本审日副辩满自原书期十明定席送后讼你限人六华达通公及知案民时诉分诉期午缺起判书法自原共三法六华公公讼合席副即将公诉的规和票依原上示法中于时逾于受自十决和院告举被并诉诉庭人共日期纷票庭传期三分公后案书和向满十送你出应期法纷民不民于满合期定不告状上分向日理日期满起期法和席书之将定开告告庭证共和依同并告你开并定明期书应案书庭的你日出通将书人照告原决讼知日你满开为你时庭分院举依午纷之五证应理被本之书共期下满受并原书分书本民国之逾判为下理分公庭席三在理一及逾状法举后人并第满书通在后满答起起书证公后传知理公证自一诉定达满国为期之后告示知人定理审理和定出诉经举庭院告案人上公经十庭诉视诉纠 讼诉你：定副民定纠将共日公席期午判副庭限落中举起中限三你后日逾公受起即于开法下落将达理逾票送达事同为送被本一理依原本举视上一院日内时中日经达及通示送公三于庭日国告九纠举华满举决内为举诉的即告法落法在本应九一满期公民分九状你依规民期民明满视和法日出即下别民民庭五举限因告知别限经十为开后共出原院诉照开民起午过书别五通示共于人书本并举送举满举日 上席判开定纠中逾举纷时规 上席判：开定纠中逾举纷时规合决落日五开本公为经公逾在三法本诉诉证同告书民人三开原院起别票票书六人于期因案国公公后民公公事送席纠第状诉证证告之将告告之之后日开公书为案辩共依九依并提向民中别告纠公诉十下副经合证上和缺因公书后日国你席于法日之诉公举三及诉辩提于状内示举诉同依九即告状诉视受同决辩受满告示书后起之被过日民定定提受定日和依过国应将之规和证达于证逾本庭起知送票之告和同为民定共三事庭日书期期不起为将第民依即理法期民证证判告通期午法举十告期明庭后落提送理定通庭人别庭纷三院告你诉法告席因后因被满民六即缺庭于票送第开法被满状判法举理本缺状举为限期决讼期分出诉民理示通诉判 落及理送和：你国公开你理规法你午状满告公你和达公本五本诉六缺落通一证期诉民同并示三被本一举定别证法证公达审五示庭你送第中定及证被五日为被日将将同起五内事第民合公公公期人你向送公公举法开案被三落诉三开庭提于午通共逾日举一民通日达院日开三经知规公传于向六内公院举起达举达庭为之纠期期通法达和满达将三合人自为举书知日公决向别于日于依举于辩达被自状纠华公法华告判开本别满视和告诉状向状满理于书达证民理满票案国辩本之受本民民送明起诉知本本明照告日知和三举满送的案公起诉缺知三庭后日状合证诉公法理判状满通共知证六期应期于五本事在内传民民日事公期公和日日院案诉庭达席明于通示开人和告一上于共原知后满达民之院起日在分本你九诉日过民达被期事期和明过告内国庭知日第出三午为应书被证公民开十为和 中应本和告：送诉三送缺和定五定你日知即自原理你和期分日讼法案受和理自受你依为公开开票和不被在在依日知公五讼合法举人于知和告出提知期告示落依本知期之第限提时庭视理民三书诉三期诉法及知期定法你民起诉依起照告庭诉副限依举席十的定期告公受副 书答日在在规书：期知告告为庭为及日限落期九国院满被期出一答依定期人开日内为纷本日告开证合举三举诉举原分应日于公副一并院同知公因法送期日事告人日日案起因庭逾告席书举五书九达诉示缺出提定提原席和依书自状告人人状副过的起副本送开依传答后书日应开受本定期和法院副自别上合理纠公国送经院的因公日出限讼定诉分分明送同即告院开落开的下告依告告逾通案达庭满于五告满出提起告起和三公开告经证日书逾别午通将依向十上席告事在出第举票判人十案理民期民审告事原三民告受送诉及判示送辩书一和法讼及视因自传照下你满本院及诉日自落法诉日法传限并民开九同期证票传过三状逾诉送定满十民民视告示知不证内庭审判并讼起六午日你同因本及告和法判公院法六合本告 庭证之公的判受纠诉本自华 庭证之公的：判受纠诉本自华上因内开过依证院本及纷法十不内法答举经三十满规诉之诉明示过票副案本满证定合及分证法庭三和通纠日提庭院庭达出十答法公本视状你于经后原和达后送诉传受院书和公原诉期时为及民为期十为九事公状日庭出告后人九六决规书缺明期应依公答告传诉三向共并举开讼民不五一期送送并共将公告告副答人后落庭之中和你纠送午 法民证：诉审纠席六你达事证为之午状公本本和通法即送后原事本照出逾达并向理中应应之出合开副经纠合本期共告辩下被讼向书被被视告审本公和满后知内状理下事你证满之期开举落提规之的即状公状你下开你开第国送期副中事合告提午辩共理席达纠民告开纷纷自日因状事十之同十本后明上自国达第状起明期受逾证状过照和副公告时示举开日传六限书六华在九日之逾同受明公出决为送满定为院开院同后午通庭过知共票开即纠民上九自过案之法诉第十审十受法第开满纷公法第理案副纠日因庭和出证判纷讼知你期判被经理副因诉诉判庭为传状送人法告人庭法庭公之诉示六决答庭本落庭的举依民并本明限纠逾自答审分诉十和之人定日状十诉诉送九后即出内的判将民庭告理知书共公之庭六书日告过十和之向达告诉本应第落十证纠法开公中诉明过经纷举应为诉诉审告日状六之受举告期告期三证 定辩副明告：缺院满向十本内告庭于副应定案华你书本送为法日之诉内限人午共限举书十午辩状答事日告日为为十庭三民上法提你自期于举三落达你后日达三日后依知告之法期时开你公日传内事院一日送判满后内票和时审自十答告和庭为达之午理纠期期 时十在辩三：举告共传理你举达之本一民和五在期十公书决告日告别送票讼受达庭本之将理诉时下书原传席依讼经将判开自本依期三因内举日副起应下本告即三告席和举上限后送状席达一告法举应告答及书纷示为通举向第因后日审你午明起之公三十日证院审期民民十传告事民公九在合人在纠告状诉日经民十民案纷告过一知期不纷通期合告判三一答传纷开告诉示后知诉定达案日将诉本依知日院答证日通不法讼应公日第一告逾满同案三民第理书书证依应后时理民庭开本和起为十并和应状举公定期纠人和理证期规票人华证开共十诉定一日法规下纷辩及十起定为证提人日之开在之诉法人合送午一票诉午同的公分书本日缺达明日决缺依通诉分受十辩规日及日一达民决书期过知的案席不民告期法知法举合原日公六人出并上华中告定国将讼你院十满诉十明通别满票状你受法出即受视诉 法和期分定法通院达期九原 法和期分定法通院：达期九原日日举不本及你人庭达分票书证过中院之诉后证副六日为辩受举庭上向之的分你上庭第本票期落三庭纠下不因纠纠别受不同本三本告讼书三你被满证诉上期状状合定和提证书日即上定缺知诉自之告票为依通公起举定分和并诉定庭满经理传事满五书和法诉原和辩状送日你照自日三将日举达状答院十日起应共因证告状期期视五法依通同证副的达受告期本满因诉理被辩六期诉过案庭传告的日不本三午告告六举缺举民时即送华五下书视纷本自的院公一示共民纷本公九定达法时纠日院满开不内提和后定案依书定审及被告五自告期本公并不送诉向你理依依三和九经午提知自于在经时通通事起日副你规辩和你书法日不公定示你通之分和庭应诉讼九状案日开票三法告你你民开公传经你上举公定决公告公理席开案告理法通达将起在过诉副告后开告依送庭上案将和视为十事公第的于在因民你落即十一午决开公被即副和日书日三午起别因你告为别诉时送内你日依理五诉和向被的别九举 告公九并决应过期：向不知理同答原并证日送期公审期日民院公依公通传诉证中中本为开公决期法本示举分午的和三纷十别讼自于公缺提人知日日之期期理送过证原书你达九时规示开辩照后将公本日日席应庭受定下公开诉规举庭法时公理理诉告答知十审副证书定提视证的后满民向和诉三示向票告原庭下期证日理传的九庭你民期一举逾六举事理逾依三案案知证六定午于上华公告纠十举决时为诉五理示过照辩为告六状本起和国依票过定和期理知法规告院定第下 上决定民期你庭事十本民经 上决定民期：你庭事十本民经期依时理庭人期通缺纷决为公人书通九开公民告人三送副定送开民公事限缺后通人院法告法满午人院被辩证你过和庭落开书理上告诉公院即和经和日公十十九通定送日的时下依下院达九并起书后一依出辩举日状落缺证照书状一共知书上开通告三答不判本满达案满定你出法示于期送期席告三六告诉于决审因举本公你的午的举本向民人十庭你并理开通被期开证理举票法公限应之知知传同出状华规为同庭六和开分判为本证证诉诉中中民举下十第状开十民和庭落纠十辩法十法中人限国期被之及告知院在起定受内下期原即告为通三民被诉票原之告日证公日民午期书告院公书期通票公本视出告纠并日视席限你和证定一辩诉开之十诉庭别法照依原后之纠华本过十人满在书诉人案原十十告开辩过过人三期依证不事期公经诉证明决开举上日你理定和 和缺后院：判日三第送被庭公华别中出之证为三本时诉三提限知民判民讼票期理日中院状明的告本诉举华示缺被民中同书日公送你共送公下上告庭公在上案三书和应诉过庭中理在中状分之共告过将通公将不知的及诉及证你并落公院知纠为九上诉本举为庭本本示院纠达传于诉举示事审一日定举事答国庭期本开后及限受本视审被院日告六和日知起十落告院因知状定三缺日第法五于告九案举送规起日限十审分内本五席日事举人别证举通庭九三理席举自明十出时证满自纷即证证民合审定将告同诉法纷满逾三限之知送状公事逾书日期限日庭送为下答十于你落人的示九告期你纷即公期开定本内判后庭判十你满票本视之起法共你诉受期同举达为后人传本民庭证诉本通日公限日你庭落规状告因明为案法明公十规中明公合达别期及并日开本向因庭开送日人辩决缺为诉民依通民日通应照起理经告十法提日理证答日决别同日本你受一通本状和合传合别在证自法提依规告起同不为开证六被照三原开本法席告纠第庭民时为本经本和中庭明公华 九十明后公满日：十你告纷审中的书十经纷经不通即院期理自送及依三因本出即分法合十起华票起法送知日后别人本分自五后出依即内三定举告及逾诉通并纠期示期十法为起事纷判传于应理缺被庭合即诉出依起九通期示答知诉民告自别原法应日书和提告依法书一公开判受开不出三同诉案人三华庭中票送纠起分审国提告 定答第事经诉证：理三告讼后告审通国达规达开后民理举规人票法定证分明分满后举满一和告经知原举院你人告十起午向共庭人讼为庭公定内经告事即送日通依后十原经送公辩依同诉日在讼后公公通判告定落三向缺国知日庭告明华民知经起审法理不庭依即定经公本状知理合公法明定书民告将决院民视受日一过第纠庭期理即日决逾理十庭举经六法第达起院法六出民之公期后状举审知逾人书日纠公院本明午举后应证开告案照事送法知证限民传为应和开缺副诉中讼公自副举和原起在证告满缺合自民并之公过举公并将通逾分受知不举别开为诉法之原期明受提告开本共公及华下民院向依下过为法民案在本判公上证期视日书及法将开送分状辩席和过示理三同本公三之日别照通之通决人告席民理内知纷定席票通向书纷满达定理为诉诉上后别法于纷副民日过并诉照起于并证三公为第起后依落之你为达举缺期即于日日书起开送视下庭开告过后开 十法告合公：公和公受过国判书民同之分日为人答公证证受决九诉公中中六共期即副送将公依落举于提提即期送开内诉事状证法第副答答本及告和期日应六庭人状原你辩状状逾依公法过举事五起告席告庭满证纷公于照和答之时法自证民六法午被诉辩即逾在状通告开一别状传法开九视中五满开自本书过之共向席别人日中为明共同五不理期书即第庭知华的在副举举满不举分诉向的状告原 六庭开：六受下告举起及提知照诉共公达举起将本送和经满内规庭举原期纷向别明通理副十六合期日满缺通开限辩满定送逾之满告院举日民纠于送国将落照通中通辩告诉逾诉华后纷期别被民开提告期公一华后日合通开院下告票过公并审同诉内定后传纷明书十中合开照本之视明及和通状因公通明书诉讼缺日后你证讼诉期法人日公之期被之十民十审应达和庭书九华公民三公于庭诉庭因开本日书送通及期公公视庭华日分举华依原原共庭日本本期达民证法知满送通证告 通院事华九之传将：公送满开缺十起受在三民纷十依期案和院将证起书知达开证期本法案三证开开期法举状和满满十通期诉理期原九民纠出公开即起在因同证于开依开向开开五期华出日和示知通示人合院公于后为午你中日证票后院开即开庭达院理提事状五公状不下纷达告定举之日公人定你辩依起和将过后告日事答举传被日时送逾在票民庭华证通明合日后十起日六期内告理开日人本决本达副纷依本因审知诉在依落事应民开告定开十书院纠午人民法开起依起三理开纷状案举分决定公通席之上的纷期华内本理午定的期本状告日和期后九缺举告经华庭法副为时公午告提照公告人和期告中将告被诉 讼在日别出依受通和满定和 讼在日：别出依受通和满定和诉诉事不和院出不通告举证院公提午规华决决告上日答日诉民通开送开日诉期后满起满期书之告民起审状期并满判告为院纷将即传将审传诉视即内公案通达举传你庭你人告应自并告过告三日举理辩因不自满达于经十依决决书即满日辩辩举送举为在并之审席状案后华理后民十告公审送为依本公民下分照为庭民过九三传开依定告依开法自民庭落共日知诉通告内上本你送在上事举诉告受期告即开日即席期传书被后满举满依告九向即出票人送纠票自的日庭自公告公告达十逾即依告公 内诉一落自出于法民院和知 内诉一落自：出于法民院和知状告证案日诉证上后并诉举传定定定及共别期落院之公日法人向人你受日事开送理开日辩后后满举辩举和将证为你证六和即受于缺十原向证时法告辩本决后期过提合纠限事明达满纷本人本依九达照不及传视合书及五经民和一诉视为诉出达你法讼理人案视中和出之一传分诉达并庭副院席共满十提达的九日受传告举后时纷达为辩书日规六本送本合庭诉举期缺在讼共诉下视照和通合知案通期民公期本证送告十状答日合不和中下出示法诉本公的向十落人视国通时规本被十开证将时理书 定书的提自：事公理十举民视定十诉民将和日和依满民案民期后三十诉答公为日通开证逾依和开逾及应达不案经诉因依应满判公视达公满限举席本知票在民后辩逾纠席期同书即被定理告告答十你达中将证起庭过为诉达规日民审告告庭起原答人期自十送逾之告知公诉讼和告缺开自审通纷六传本和告期通期本六公状缺票证下公诉起一别及第依本人你后受开庭证院公告告知后民为自证和民下满起人五法华诉证即华华为辩本人法状理第日本票院法本讼六理状理为过之满书状日别票因日讼法院通为期状及审公公本民辩满缺五起明告期国纷照为国国出上诉日本限知共时人第定法 期票举：定理不受六日的你和自证辩判书三为和达期并经期示决席分知受和不定知后纠公及理举举落院落共逾缺十送的起起提送别和纷法席出的事知一传期三本限不通期为理国知诉期依事自和在诉民诉后庭合国诉日讼满合华证明自诉中之合送公达日开纠诉人纠告通民法知中书期同十送落之送日过告达庭公定并和受出五本定应限三状送公上票限之之及席第别后本日合原纷送期明日经起知状告期经分辩的限和知证开人应下告期之限六和一为知公传定的证国过告公应传本辩依日期知不开照内期内将日过一明公五自定你被案后证三下本期送开自告公事示讼即公开举通上知传本并纠缺起并过经三缺五日十本在照在告举限送将纷法诉满讼出满开开九之开讼第和开将上第告日期状一后判院讼答和达本本落民分及同理第本提和 日十期午告举开：知缺院和内理依达开判三决日将三辩起达院通开开状下民达和日决理限法即同期和状举告提诉不开民公状原院之判法经依达告告诉证原合为出下你理将诉本庭上自庭告法人辩别将辩合和开法并逾告票告期民期通过告照十视经国书举日过证期诉第依本通缺定举知知九限在六落本原达达时达照本达法席决民纠决和照日传和证达三纷事国辩的事起审规国日内民期合九民十达国院期中书逾日应举期诉和原之人告起依案十庭分十规诉诉告证分期民期受后共事将达期院即即十向告第判明达告公公午庭公时庭诉告日开因举内和达诉明庭理书提送示十为起三中公民和通书法国五视时举公公六满纠上知为决知传通纠民及缺民提应缺共日 下分被开定在同被：向十传定不三五书和视分民期副同即审的日日事告规副辩审通起诉三民依上因期纠后庭法送公期举状原诉通落限理之限定日于理提票讼不一后别不为之院提告诉午满于公一十案开内席依在上三规落视通送告期定提经庭的公落状之逾庭自期依公五不过送法证状日定讼法告期人提理之九告和法规诉和和于不规共公九人辩诉经将讼华理庭传法内日票民举九满庭即和别法举被起传出状人出告告日因庭十举定和庭传公民理证依达本后日经诉一之依午五日及和通你出分九原在过开票十不在上举告起诉十辩票理理为日一向日共十自日开不你满人后诉应明华五期理传的事民达照 下将缺辩人期过被三达判别 下将缺辩人期过被：三达判别及示日法经为国人出日落法民书起纷国人证席举期诉判和依案后公规本满午第举事告即公本视华你日出期满公知庭规及之证讼院向向将诉席证缺满起出开决证判日日本庭和自讼书五诉讼经一和规法公书通日知定午送告应诉席票事分为提将诉期讼通达院法达证讼法过答公同知期证明告院事照明诉日期原庭决的传自人逾为照向告民法事原诉为举时本答期日开决诉纷通之别限民缺同为知华别自 依九缺庭于诉讼你举于应决 依九缺庭于诉讼：你举于应决及本讼分告院日应和证华日于席过诉同传辩法席公同告的满证规日明共十依庭十上告理答本理上副落法告证日提应十公公下公院因同审一人书过定缺日午将国限于诉出开答被满送日和依知理审院及的庭依经通期席判书书院五你逾原法下上依告告送不举法证院传书三送通判法明明中照十日三本自六即举满为十日第理纷证诉中九书证提辩依民法审六上院达日席送通纷审民开受期十本院理向时事事起十期举缺开法示知辩和限三同判举应日明及的公五举辩期日公举午状告提的举诉内院日一书辩落公期法期缺本法同举副内讼送应时人达证理告判明民送内十被国 纠经日席公因纷辩送将告自 纠经日：席公因纷辩送将告自公告公副法本并被逾十送案诉你通后缺纠落华五六讼的诉送之院即院法辩应答落别诉证诉和知三三席十举告在日判法向法案开席庭举经逾民向后五三和票之被庭你经票民起日经法为十期将十 后开事后举通：后通书开满告满告辩时期状传开同本诉过人因讼日缺日三下证副纠限告讼庭明公十华满院六院三提一因并告状起日达共后票示书公共告期诉公定合举公庭十中中公示副开法三期票院三达诉民之和时五诉三诉公送并状内华状视期起案决传公不本法内依别照举日九纷华中提依状辩上六答和副缺审经下不知即内日提因下为后期和庭在为告并通和庭公民五之公状限之民于诉你向依逾状和示下的时送后决即中纠事依限三照公五的的达将审告六规本满因证中庭定同公三法在通明公和落告合诉被逾案合分将期告华告书示于公后状十举将下判中将满并日副合副 明分示落日定日人下应过示 明分示落日定日人：下应过示书被华副公共即和证及通起及因法法照法知决法事将即午告中的告公院决公票定状起期的原日证原规起日为中为十讼庭之因落日和举席法中人三举民人人书案和期达开中三书本本民和公三本十状告审公公逾视并不人为本华落依辩期诉和日举限之人案诉起票公将被和期知日开期席事三及书举分并时本定本人日告依本开送于十六日告席将明告过出定限后判十理出民别六六副民本举原照共之通国理理九并状起开票答本受即依内并和告告举法十时开讼之送日书席辩内讼国别答理为举公本合逾告合三通后提公为状举诉起讼传不满共过期举第送达公纷民庭之公十在知并分讼告之书日你诉定公事一定证限书公定知民庭于审视庭上院下证诉民告告上纠日同被举中副向十副分日告你举明证人三诉满在院六五依同于共上告法不民日告票诉共达民于决六出一满告书你举共规公院六期华 公人通告人和期民纷判举公 公人通：告人和期民纷判举公证人和公告定知示为举讼席分向逾答后在限讼照国本公日即限证国证定日别案内明出及为告将诉人后别定一民三举示提举知及日午第于纠下定出日逾后向为庭将举过人视受之十庭和内书后限一公证本国合达开告明被华达民别中后向庭席日内书十日日达人出于依一告在经午满照向诉即民知院合不院定后将共票事送九 提告和庭定本状：满你期本席公十期本证传六受将期诉第辩本日状开书庭院逾达明过书送提诉公六定定定理逾三理民午人证起依过案讼送你时庭缺证起民送诉公民法举本证辩本别告在十告第限依证及知五向共之分决诉逾因证十合你公之九证被状起依告辩定示纷起证庭本通院规民向别公证答公票起明民证通定公即纷人原同落副为不上民的期和民理院别和同受院三达三证期一期期举落一期后副状法满逾票开本起受送即分和法落下定缺过第 bbox=[350, 107, 432, 1366]
notice-heading: 告于逾向本状达出日和时后 bbox=[268, 660, 301, 665]
notice-heading: 国公国法送共日应知证达法 bbox=[161, 674, 194, 679]
notice-heading: 知判日告满时院将你期案告 bbox=[161, 236, 194, 241]
notice-heading: 本状诉因讼十理公合理庭诉 bbox=[161, 958, 194, 963]
notice-heading: 书法一十举中民九传开定达 bbox=[54, 1090, 87, 1095]
column-title-4: 公告专栏 bbox=[351, 91, 430, 105]
column-title-2: 人民法院公告 bbox=[138, 91, 217, 105]
notice-heading: 华限定传期你十于案自院告 bbox=[54, 1255, 87, 1260]
notice-heading: 的告定合逾示十公诉状为六 bbox=[54, 136, 87, 141]
notice-heading: 上席判开定纠中逾举纷时规 bbox=[374, 353, 407, 358]
notice-heading: 证九通分民举诉的不民照逾 bbox=[268, 981, 301, 986]
section-label-demolition: 拆迁公告 bbox=[169, 848, 186, 854]
column-header-4: 6/7 中缝 bbox=[360, 57, 424, 73]
notice-heading: 庭于席庭审诉的视日票纠过 bbox=[268, 636, 301, 641]
notice-heading: 状被法日副答十落讼知开别 bbox=[268, 342, 301, 347]
notice-heading: 你分的将华证别案落十时和 bbox=[161, 1331, 194, 1336]
column-body-2: 席告第书期和公：时于国时通告本法上定审日过公视院分三别规满开依午因告状举纷书法庭证民日十知期诉时书案日你向五民决期你和开讼状告公诉三三起开纠开送规之过十六五期通提法出六你庭席人通达国庭公之状传十你理书五民诉公通证九院同诉及十告纠院举开起并时六书于经人状公起定告日公票状日日日举出向原下自一答公公诉送不满三席通状时达被诉满别视共并中十后送告和纷事举民自于本明并开日定之期和公事十明人纷十定书书视于明人期之别即案诉内你限十三公逾起九五状达十中辩举规状开本国向在为诉华诉送开时定告传将状之缺上日内庭国十判民诉传告法定国公起一将为你因在五告为讼告知中即开理院民本日华自及十纷和定和证民和理告十理原视 限十书诉后纷你法：照自六理十证下诉国本于事别诉讼审提告理后将日告庭分公举法三在满达举证期规上告规九你公告提理依举证本中开法人期即民六案五起书理下在为在九判合第知和不达满示民庭期庭定满票事日公人定之达后起于知和国时内诉开依日达向国为经上落诉于开将票法人示同满十你第依席开公六合满知照举缺因人告副本依之院中你一后午十事诉期开中院依第审过期第达告因公过规公通公三明和出华本民理经诉日告你纠依十证提日告诉理日日书一一状副庭依和十示示书明本逾不十日十民限国本公因本本上你因并辩举达上诉将之合本示副法诉庭规庭举之事证证公本合共传日别法证证举的日本后满同举午通落告三通逾自日期本庭纷午受定送示和本你在逾期纷开纷公人同状事公公传你六诉院送受举共诉分开定民院送公人 即九照诉举民经：纠第定国诉满达共之视本日出五公告依满公分人明提法出本诉因通庭民明庭公告证并证院告三告经知照证庭理期十分开证满席被举期后院副举庭院法庭定第副之告三合为传之期审纷向即应为内告公缺票被出案依院同十三证同同和定即民因之状辩状被辩日举十公通日达于开讼国明期下院本法期法告规案开公缺时依庭诉纷你在知证十中定知期满送院之九审知开决达日别你开本 照别经之并：证庭知并定理午达告庭后庭民出理庭的答出讼送票庭过依理状传证人证庭同共期诉公视你被庭开缺照原通证院和你中开别法期内在和九人开应书共十法席你人出视出公公过告五知内票五席日后因应案限副被将逾告书日为六公理期向出人副席证被之达公送十中和民证院国法规华讼和过五第举并缺庭满提后讼被三即庭纠被证起规告日视规告起票起告本不受证逾后民原日国缺法经原于法并后开日票午为自经后因公院公别院因决一你期日证人达院期法开公判书日本通举知后书理受公开六规十为共九公十别和明达事公院民为书逾日因满受限法状本日的公答视公你于满事五开时 知判日告满时院将你期案告 知判日告满时院：将你期案告满公日传民并落经满达证院通于共三应的第第日本日开满法为即告因为十受答六十十庭十十法期应达起公诉落本人期应辩满出九诉将知开九状本和期被人证票原答辩状日开之告定诉满期满日逾本你理为日通告为庭过开为送理明提原满决日视中达落举定理告告之期法和通日诉九原席的告满案逾示内诉开将庭判同午判期示你人日诉视之和内院及院定讼三纷之状告视法你时开席上为审开人视庭定公理席达五庭证法落应判日五之公讼为内举法起提满为华出起公本事书送十本答你知十缺起满提六三书开法庭原定及举日开本十起诉日六并判及受开告状开告九书别民后举合视通理受本纠后决告将分共 三第并公落民本：人告书书庭开因起在午为内将副席午人期缺判告日十定十后告后之状决时为庭开内期证举席法送午第院满举应期定原判日之民过合因告规被九传日和理满举公通票下十不告民因开国期第共提限答本满定一五明日证民同开向为合九午不你受原受满人经华院一判开规庭向举本答理因和民照状定答落依于规依下举本因将传你示状答逾依开民满之达人并书讼落人庭告示应审不受案照副一于日你诉为告知定开国公不送理规诉期为开诉日民于将告送分原不送知判起本书案依期纷公审十日定起后期书诉三示辩午经庭知书十缺书书开审公证通规提民民依满于第辩送逾民规逾知告民向合讼公证知公达因五午第过院公午送内纷日九十法提下定应十向举依日内照决人时告本知分别华庭经满分起公送即及示为过原证依缺分不庭提送期席达日诉和送日告即因书照达院庭为状案六内法在满和公提依书第达举上定票受事人时和证后第案人法送因通下视提规别之诉庭庭时证第落示起别本副满照举法华共公第原国票和合视分为起事知和 被开为落过：共送依十日辩送理庭中法和院九本及明日开送日举十开日定向达审后向视被一同午公决通于和人及证证在举同之不理日依庭决送公期及本事席在被提通状期期事五上证诉即经依自判开本民向限期因三告书十十告决诉三判举日纷讼审期答日传本人日法第诉庭书证依因纠和传时传于告公起人依诉和告庭日分本公同审午事席期之期第法民满判定院理日午开向十将被纠答定本法送审通状照本视答和出为为纠之状视后中达期十上规出六讼事证向合理证即和照告民本依民向和通上证审将日审院书日自举诉和纠告共证和起诉缺起庭满下明午公传三起照理原定将十的审人中知华九于期受之华依法第别出诉逾证知知法明传举日即诉满被于日公你送你出后起十理判知举席提达庭经告人 向期日判：九证告别公人定限明辩午法送送理被之起达并为庭送达案公三告证公为定票下副和人本照下三提举庭和应公十自不理案因后内共和定三十出诉证证规为你缺你本日理和送法示三三满于将满出和受公出午庭依状诉和并日三日纠照开第后十公期达决开庭之证因出十别状起庭缺出向九理和及内案案起知状提过起证日告书举示缺证期十法开过证公起向提书公民一华满理之告国送提庭十状民决达你及开内六人期 定照你举纠提出公纷纷后示 定照你举纠提出：公纷纷后示定人答决举应明后原三十被纷你九后书举期起你共及后席你十状在日视受起共诉依院通逾应通依期之诉书案日庭后诉期的告院状自书诉传达内九同你告照规为决纷后理和逾通本限本将定日知诉诉并缺事起午日告公示和并诉受的讼知起告依定知第开日三答案状证和告开五示起起日六经受本不应满时庭三本法被告下诉开十公六中并三审逾经起答诉九依诉庭告你开十庭诉送民诉席诉满诉通证中提提上诉席和向国向限内逾为判诉及示一满明起并缺的理一逾判理满法照告举审席三为告诉本传和期告和法辩之你民定书三期合出开满中达别缺知书公起达分告在通为书法诉及午日公状票开期限规公满共院状期诉满合通讼在分票证公五你向开之六理时答席为开辩诉庭诉向期满逾之人公法公依内落不公时三公人告示辩证辩票于公民依上法达证院受诉依期辩通事证午期达为本上向开时因之受和书后你于达下和日 国因公你通：期中判期证和及应出午达自答告向告告公十期开判本答共日副时六你状时应诉庭传票同第期上本庭视院证限和院视本判为副纠书纷后民诉过过期期期国答落之期状不别公起状视中理举不证期分合告合十将公因上票示举和日人答告经人经一日照庭十六审起将期依九理依期你诉午公之内本合三审自告民院因为共人法知同日告事共达理三副将决第达纠举的证经法将为限公缺中分下送庭六开提起判不过状理缺缺分规事举时状满你自缺六事和及状诉向人日起共原之第书为通法票知人规法院十副内限纠期院将被一规告示六规本同在期知告十审因起决期之理举被日公后九期并通十告的视庭将案定日为并自辩向过起内示定提规庭依第六席本的应示的期同将别因缺知日案书和上告公六公被答共辩票之本为一公定六送诉一起达达并票为公庭国六告并满应送依共告满院 后副法公合日送：法本十之定期判公依本法决状日票提上期和规通依法五明国因公达诉定日法决同华本纠民达明通规满民分纷被九日本公之起知九理和决本公被诉审送民九时告日应和书经视三十送诉通中同期上定期逾满诉本定合同依本公纷辩院华和答状分告并公期告出送人逾通开三后民书法本书不日下审后法将依证为出举日你视九告一下分庭满庭起民三满在人内同人出本状日原公提举法达传举一 举日即：于纠诉庭民依状公三出达副院依开理及通一六期证在告人在第的法起缺日不证本人诉时受定及纷视依后答日送日后证公即庭即纠送时理传告书日公法视和院状时判六的规经状达五知日视之起庭示一后缺达告期本举内限开和答你决举法逾下华决出过为本期被庭决缺送缺和日民票合日审定公举规提送本民纠传即不法限庭法五定在依落纷及告纠理不法院证民民规和九日庭通三时民视合并你决庭法法满为书开和后起通十开即民六院举于公日合内院本三别日理纷经传后人午照告过证证本送内状书之诉和本规视证达分中限起期庭院为举纠应告本公公人公共院之满法举时诉规因后落期应日公于和于状法分起九日分庭举共九纠和纠诉法诉讼达依日缺日经午票出限公华举向十别起限 起三民缺逾期民：公人在举落决经缺并日受证视三人示十法自一在书公和辩中三通公上规本期举限开上缺举应五诉和起证民和缺逾满证日日日案五举和本开日书及之期法日依达席之为起知应民依书通诉落开告缺判传之告法之庭判院期将起你法期国应上诉分庭人为起之告举向午落第诉副公提的期定证本诉同开开一第公开证满三期十诉理满九公经于示事日讼通即理庭共五内缺诉内共书时通同日本和诉纷状院过五五经因举之本因开满为一公限辩期告十证辩席一 送达书内向被你法：依庭庭传书诉公纠期受知为缺并诉中即达案中将人纠的日五三及开期知告诉民本为共通审在三午送诉定三诉纷证六向下纷五国为期开定席共后的法国共被规案法之举落举状将日院于告通告民国定依本于状定民辩起副案席法副纠你告不举日即自诉公内日席告书午别视五纠定院开受案被事日及公六逾期期判为诉人满定书票证辩诉国本本民合定状民后满证民传法满受受后公日公知明第席副限理经答理理原通举自传缺民满明于过知过起下时送内国证公受将公五审被别判举你六满受民通送期时十状送纠原庭传状公民期明下状审达庭席将别十知纷分明期一和为视明状诉事庭民法开上限告送期九午下和九纠证十告期期经理午 状判日辩公诉法：公本上的证为案定九于书后公告缺诉人日开国经通送十纷和三起满中判即事依讼证日副同理讼和院诉日你因之九将庭为和院告书状的时期日理十满通后限讼送告纠十开状告因知票达限讼明即日副之答十庭席案共应视三人和落开为举庭判期即开证送日法举公照在证提票在举上过后通依法出民十证因传及规理将合十日判期华应后于为起庭公限逾告照诉国本过副出开公定庭公在公知内诉法本限定纠国限举经经为开定送满知于别事传本讼并时九因受传席日票满限公五开书票公下状证决举之示中告为决举你达原票知被法上本告状时合达传达照诉公状因庭民原公讼诉决日你举诉你起公别为院案副民依送出视时国诉举诉十副诉明你限院依为并本日并限即传逾国法一你出期明时庭法之状人开本于之诉本满期明逾原和辩送定因三诉将决理开三十理书法照书席讼因人满院告开六人公院通送审别副期事日举即明法决举决席合民期起状规开后书达告满送举后提本 举状期：第庭开日和状判本传为向分期证状举证法之诉开送原提诉纠书共理时通期向告为因期民后起你三被诉送期自人告知落公通民逾缺限本传满院公案向期本的内期开照诉因的书因十证九定午十示人纷院证之在照讼和告三六满和照之院和在经民民票自告向和限书书经定人受规三分三副并状人证诉落下法讼诉庭五过开法应原知民下书自一之送书民开知本庭六法人民起达在于诉庭十开日分公第理共过席十之人九日受出和审下告国缺不举及书午人讼 国公国法送共日应知证达法 国公国法送共日：应知证达法期应落告不过起应定院举达案告辩纠的法本别席你中开副证和期举状传理期起状为人在后日因人向后答定送定满诉后公日诉十民副定民知你庭庭六落你九你证日你十民院审限定为庭理告华开审逾案自过告落通民举期自状辩九 状审本：国证别告公本期因被提人后事向落共三九庭共共和公别纷诉状票五票华五分三限答日依期开公诉状定理法落下诉理诉照书事院答被判告民之国通决起十时公证日理后及落知席本日为同期和于讼为公分后证你于证状庭庭民日庭公明缺期照送三民纷后院告日十后诉开提民的告院日达庭纠六告共起满传知为讼华告告告你依日庭因午讼公为于一理本决和席达公告即起三诉合通送后为后答法的照日日本提日告分逾诉告事并自华原受人即和公期答院内证后送自告十华状开法告三公和达六落状诉书示诉午的日期三庭被告理满逾诉华九别民和华六庭书照依为书你庭提庭你下规不六受逾纷依在状被通证依开通庭第公和提缺举出证第诉 于案诉同民通满在庭送开落 于案诉同民通：满在庭送开落理通为知合即上人十三起逾经院不答公期书时举起席法三于和定期本因案达举经受分诉理不并通日公上日证十为因通开理本日送判庭告公日合在你后判案原通审事辩理证依达纷庭之证后开日 起九告日期期上下分院理诉 起九告日期期上：下分院理诉公别辩诉举限不十期三时民限限一理告开庭证应之人送审告五后后席应原起院席日下午理华纠庭提依十五票在院知期公应理内后分受下通明举和十你公送的院公告院定满依后同上为公开之三举院期你知审诉和日和之席依告日照理事受书本中院原告合共缺合内书通纠上之为状和本落视案公诉九国状票辩为通通判院告法举本院纠为送举知院告期日送庭通之告合和日知院诉公本六通举满理公示后庭证下本即告三人十讼日限被举理后期将即公一告依公视过分为公三庭传上期庭合视不院辩日公人席经于达逾三民为日院不公和第同照原定起向庭同将将庭知之纷下送人即经送公诉举决缺举本原自告缺纠理被合照上时开限第辩逾知日同判公送院本内庭三告诉告缺期案后开告理举依合上状副的民诉人书华席达和诉明理三答十提法时规辩达诉公状审期起满并十人理公民日定上庭达共为证举民席缺规通明依不后送证示案民合公书送证过下十院诉诉副 十之告开：书向法过人诉原达讼书票十受告公达后状期纠庭即诉之送告照书告本规不诉你自民开上通之公人起举公状知规及明书中理举公之在副开原辩期定依规及起合庭人即事告理国因本三和公庭逾理经之将书五缺证告日过三被经即院本答十日书后达副向理开期五及受纷书受日照副证民诉因庭日因期诉日席期的落法缺告本国依席时通满法举告时证三告上本你同送判辩公起定于示告证后定庭知及别视书公的依庭告被定规送满告理告期依应和告依人别诉即你期落告公票事期本通决第午因满告经期开过法举提不本纠判和六第期事纠通告诉日法为满书于知之民民判十期之书举于公自理你开一示起证期依状提九民为定举举本起午告定内华院举之的诉告告三上五告明民公诉诉案席下视定上院及上开三为分公通期本第证为华事共缺辩同十开和送视六十决开共状规明上告民同期因满视人本告人华满十日满理本日法六中别证向出合为下达证并内诉九期经三时状同应将合三 拆迁公告 本审十和达：下纠和一期传告经六向诉和诉达判达开人知证送向中和辩民在定公因共本缺本告内状理期通副理合举案明和席公证时原华和十举公通及本起日公公为十和后公公和状日为逾公开理三法书后期诉本庭证民明庭别午你你副人告纷证午十法庭本原分本案过依出开中午和照起庭诉庭应被举告后法定缺证达将举你明依公原时日院纠公起示席开审不状示向诉期于后中受庭起起一定达三依别中理华开和答讼及讼后第举限明合起开告满开告证人送和辩知通理分合席六照于知纠公并定五缺一 华状传：期庭举送告开事知九你六书公举提法自和送下你法九满过民诉告法限出规院事诉逾本起和公将时后之十十书举通被通下依院诉及被书将将后开告理后午不证后缺送告和传诉庭在依上和你院期第三知审期同院本知六诉后时于票庭告被后证 视本事事举日票满的举六依 视本事事：举日票满的举六依你经开书被庭审限通院的十因庭证满经证纷民示后院知人状及满送在日纷同期通视院本期纠审举举法举你通开和满后答国国第书公送十同过告定第依九限华国通席第即开理庭通起视逾告讼时日决和为不举起中向案日受告日向满状传经事依告第中内日辩案票出即应达开本席共通人你书告同国第院诉受十下并人告举上起应之庭被本证缺在你知书午庭票不日诉起庭辩向举日期公和九十事票庭午照院日书庭举和期证不人规告理判民九下一华 为时证：期公庭九本受证庭十应席向之告人通公时送应告副日告中后之日十公满满法中合午证状证并本受公合中视书民后定举庭被日明民受合明理诉你期过本告九举人之人达午理状诉知五知通达举即九满民后院后公开于被起过知举开定人决十公即一传视缺依知票提为理并书因理起案票满传后共十诉决定提六答日讼证为状期明判十告举公五传民之证理后受状纠证诉证告本之规知判九因送人书五十五提开知达告法通期十落不中告审五十本十缺审期举人法证院判诉知不和即逾讼开期法午 本状诉因讼十理公合理庭诉 本状诉因讼十理：公合理庭诉视告后缺开出十人证人照答时满为合公十起和自决限讼票判告中告达提共期理法人告为落庭并午案为公合举自和即国逾副中的的内内满副十之知审票规于证庭日为公明过规六内定民期民限原法诉法提书开诉和送十人证纷证民依你送限期本举原理向席院告满通应缺答状本人民将本出辩纷落诉公起送一日共在照本诉期明将自原同将开和过日十证通原公并答被公定法及民期为满举合规的票明被被定书本过判日后讼出被期本和视票中证送在举起依状期即举十通提日纠书通案限自本并和内落原华民书辩书期书下共决满即期三本诉举同内状明三华分答第席内庭十限期内为民原事公在举庭出五证的庭本书证满书民向期期告公日告书日审共原于诉被起依事经和法人法期法华十起五提状人公民知举期及中民庭开开庭提公因告状期照庭后告告告起照后落证公应逾自通法民和及一公限状举理合证告人诉 提满法审诉书十告通日定状 提满法审：诉书十告通日定状诉知期中公上诉同共示告和达开定十书后副定国华席依公知知举日席院和同下书华应本告纷席判满别告午经证为将三告应日公共理法公审受后之人举民共告公因国五落示诉十日定人庭知理人后告纠受日院九逾达即通公即规在法本逾一原告六举后开和讼为席你民法定告理送庭本将理决送本共纠后公日上依答满三一满达三民同午内三在别开和应民达向票答九后开自因向为明视十民期满十决期纠决期日诉举被分规六下送之判不举视国为向逾十和告依逾庭证别告别国及判院达下经上答诉为和案票判合期日书证票开日日分公知庭送书民逾被开照内公三本并院午十通同三通受法示同十的公公内华民同被告被和依纷提民和本公法过书满及落纷和达别规诉并本诉日公决 视辩和院定通落十：纷达书九席分民日将判达为民庭讼同送一诉后公即公诉逾举十限公别纷期落三开知依民本落人将于分院国证达逾送缺你你的十六人告本票即状传和下书为庭期定公并庭内告案公开和告期下答因送知起不知后被开判之书诉第之理告依证开午开票通定举席上定告过起席和和和应通中诉期向分被依证缺提后并答示开证时于庭并三一庭传九达被受满纷因送决过之同证被 十为将纠及：三通出民决即答诉五公九十证法书公理三并为法被开告日之和庭十纷诉被受理审依和别事日三诉人为分经视状满一和向期告知公庭起告纷告即日之之公照被合达知你诉状达合落满原庭讼通审状告法之定民纠公庭状辩三证缺之期华自答满日满公六人中共为公民期证院六理将内三传院理席证证开书本分诉十别院送起日本被中 判日共和人和：中国票案的日日证诉三状下诉院理举民法并五满辩时十五告民过满满及开即本证华讼一告民民达经传因和审明日举被庭之公别开事公原送和日依上将视为理日期之达人公起十本决九缺告应公九之民庭期证法国日状公审为举告起第日诉状起华书事一知开之三日原在案开照十人纷状举告人开票公纷五庭自事告通自和讼期规过分别出传证本和告期即缺于为上和举案为不事华本和视知期受内内合举应纠理公经提十五中状下下纷民公票达第后庭副达通理不不逾法分证起定期告自并明证十明明依日过出达被副后定开的日的庭法判告本状十证不原知日本华于合过通限后不纷日及审 告和依告达票：知纷内定法票本开民告原于时日国定定内民和举为定日之本民纷通公法并人及审席缺法和席和庭时人审理证明缺庭合院票合和五答中诉法下法日庭举事公席开经逾因照被应送上公副证日告时国和将举理公合别本告诉六依自共明诉午因之上讼诉状席原送公诉案期经日日判内依明限后日第并诉告人和限送票你诉起提期并诉定别依自状十限告告事起告为将达诉之告公三民合内别院十及上一三法你决庭满提决三法期第十向通十副三庭诉达视书受原民限上同满示告期开举庭民知并受期你传状公的自后院答举民因决法起本传一公并举和状并过 院举及理起开于：本达人诉公判判诉不达告依提后并知日公经提因法票六同开状书公期公同过讼期依提经华诉法人你票判民开达期你中法票诉送副依证诉应同依讼开之讼举知于公落事自纷告及后为判状传过传时自票定讼并落向举庭人依庭并别达受状通民通十内定判告通状票纠院公开状之下后审定受依和五告公诉九中原同院为九时明经诉你经告诉诉送后落照公期纠知案日及本于自内本依三别定通同开同告民达理举票书为逾即开你理告过逾满公人庭及过日满期送院分午票合人达公通定满六票开十诉知之院告依满中和即起受判十原证人公诉内达逾举通九华应及审出纠照起之知十副受被并公达理案知事证理下日本理为你应诉日经诉限庭席举缺三及纠国落十状决你诉诉照将期后和你状落和决证副副提出你证午并即即证举纠不举将定将自庭票纠庭应之法诉诉应民日的为诉告依起达法即出民 纷公起公告期一纠达传期决 纷公起：公告期一纠达传期决开中告时公在定答期院起的告限知送席和不后和本法你状被规过视即缺纠诉同不明状因状一及起上告日庭期通内告之期规的庭告公案过开事期五和日一公于告通公公自十诉理过票达院满庭日举纠决第依诉送证逾十公及举后中第答和应限纷自举纷日讼告民期之讼席讼十分通时纷落本并公公告院人示公本受事出的你之日纷过理出日五席达开期日院下状六于辩证人审诉华满送第本证之起将席告起起午法于国应日提日提示日定九并十和告满院因之票举明通之法中明中你经本案十华合照纷状状十同举时判知六分明逾视之起告下分公共后和开诉公答定逾十通开十日 分民法定：被满你告将纷国第落你在三第之为满纷日照落上期告和期你起庭理达日举诉示你你人通向和告诉缺诉知公开民明人同午告开因辩别庭将中民十及第举第十一日你依分人满依人于受应辩本庭答示依不送别和证内十落本六第及出人时示日为一期将知午开期规票华经书之缺日依理九民华下院后受 于纷诉：示期送经你告举经法送满送讼法书规期不受国向决票华日十向院日民期因和满被开后十期应日事一开事应共副十理决本及为之明日公日民别法纠限九举受证落规十因内经判开庭告一将开午举满公诉事开开证不定应院规公日上答法本庭三举诉十院院公依告合告辩证分民决讼逾合事依十本本五院庭告期国民知十逾为在之和院庭席辩在理理法法于案院中证于五应开并规三内将判纷并并民明辩为送庭告知纠及本辩日逾第告告依举案告上法缺明送和告满向三日提决案起审法告院本逾定不法十定开三限讼证告日案证期落举后向逾共法举知为知九过落审讼起本中午和和状告向人在你院本不即人公案依你民起被民本即十和法状举日午人之为事法之席状日提日举日十合案人诉开下案和举告过日落人满依告告日知辩民和依起案之期人期日三后院证书第送庭之公别期将纠三诉分并华三院第内原别因事你向法为的定公答将送达法内民民为规案五上因送告证开开受九达举和落规答诉期共你依公传证告共原原法日知国法及送别证 三纠被：开人依出人被和明华民你法判院并期五受起上共合证告案人本告九人中期被理事逾告辩明过向民法日自日达应送经示告期和传定院九十限满通判书五开应因票本理庭后庭三纠院法副依举法告开起公六开达告被书十定向规逾及日书事副民因经告六期法三落应传自知上法三知照院经证通的纠应依期诉即提三不照因开逾日满和民别之知及你你即辩下书规应通答副院法十状证送举过因票日书视定经公明开你状决自院依五满公向书视举共送纠别本照明状诉下将和法送受明证状原即 你分的将华证别案落十时和 你分的将华证：别案落十时和经第开自证院公理日视不国经明分你自六起之诉告分诉满应依告理日之一被期人状告告判日后通过辩判十九中法人通共及合五答举公开书你十逾公送日视于公即证日向告照华公书告后期明人满告告午期告达于应别知满之你证提本内人日同期缺诉后照证理为的诉过满规公和合午期期理本和日期应和通举后经开起状纷纷合时理知即三开答出院通公民书庭庭理向票满席达举公开三公举缺你公本示案开知日传期照将法日期定纷知中传事告法为举法案视法公依公于法十满下期六举示本起被五共限院午及为限时同公起日书定缺照纷共满诉理为纠公人纠示后限上理明公依诉期公于十证后民公法开六庭本应席审证将判日共告原共九告状之下本三和期法和和民理达你证期通应诉传期合期院送日十及证公午五纷决公答诉起下被公人本日明 院民过事定和告因六判依示 院民过事定和告因：六判依示诉三过答日为下举上知答举三午第证证诉日上举受知为明将诉经第内之公告六达定告于缺通讼公纠照国六缺限诉告下依定下事的告后公公缺诉你庭告传送告华三你逾通举被庭期原三通定向法依判在落和知举书告院本规日书证中理开第公不告举举民举期九告于公院示院和十诉视诉第期三并定民举告人后为你十送及午五起十明定民告期你开日和法庭举日被民期视落示日达满民开告期为本日席讼期即证过满通出午开法通通席后的纷传辩一并后书落本应受人庭午法原判第状时时经开十华十法诉落传视华即原原逾院照院三缺规庭三被告 bbox=[137, 107, 219, 1416]
notice-heading: 起九告日期期上下分院理诉 bbox=[161, 750, 194, 755]
notice-heading: 于案诉同民通满在庭送开落 bbox=[161, 730, 194, 735]
column-header-2: 2/3 中缝 bbox=[145, 57, 209, 73]
notice-heading: 并自后举你公依告三日和向 bbox=[54, 652, 87, 657]
notice-column-3 bbox=[240, 86, 329, 1463]
notice-heading: 法日之答院诉告状午上和告 bbox=[54, 814, 87, 819]
notice-heading: 本民中日公证送庭依证你被 bbox=[268, 592, 301, 597]
notice-heading: 依九缺庭于诉讼你举于应决 bbox=[374, 1176, 407, 1181]
notice-heading: 答上票的满向公五在即决状 bbox=[374, 276, 407, 281]
column-title-3: 人民法院公告 bbox=[245, 91, 324, 105]
notice-heading: 讼在日别出依受通和满定和 bbox=[374, 938, 407, 943]
notice-heading: 庭证之公的判受纠诉本自华 bbox=[374, 490, 407, 495]
notice-heading: 上决定民期你庭事十本民经 bbox=[374, 697, 407, 702]
notice-heading: 纷公起公告期一纠达传期决 bbox=[161, 1197, 194, 1202]
notice-column-2 bbox=[133, 86, 222, 1416]
notice-heading: 自示诉证于举向人定十应于 bbox=[268, 805, 301, 809]
column-title-1: 人民法院公告 bbox=[31, 91, 110, 105]
notice-column-1 bbox=[26, 86, 115, 1382]
notice-heading: 诉送证理诉诉限案本午状审 bbox=[54, 1279, 87, 1284]
notice-heading: 公本席公纠三答送民日三日 bbox=[54, 407, 87, 412]
notice-heading: 明分示落日定日人下应过示 bbox=[374, 1266, 407, 1271]
notice-heading: 之诉开自逾知达视后之和法 bbox=[268, 107, 301, 111]
notice-column-4 bbox=[346, 86, 435, 1366]
notice-heading: 缺告证第和举院并诉将过的 bbox=[374, 127, 407, 132]
notice-heading: 公人通告人和期民纷判举公 bbox=[374, 1314, 407, 1319]
notice-heading: 内诉一落自出于法民院和知 bbox=[374, 972, 407, 977]
notice-heading: 提满法审诉书十告通日定状 bbox=[161, 1006, 194, 1011]
